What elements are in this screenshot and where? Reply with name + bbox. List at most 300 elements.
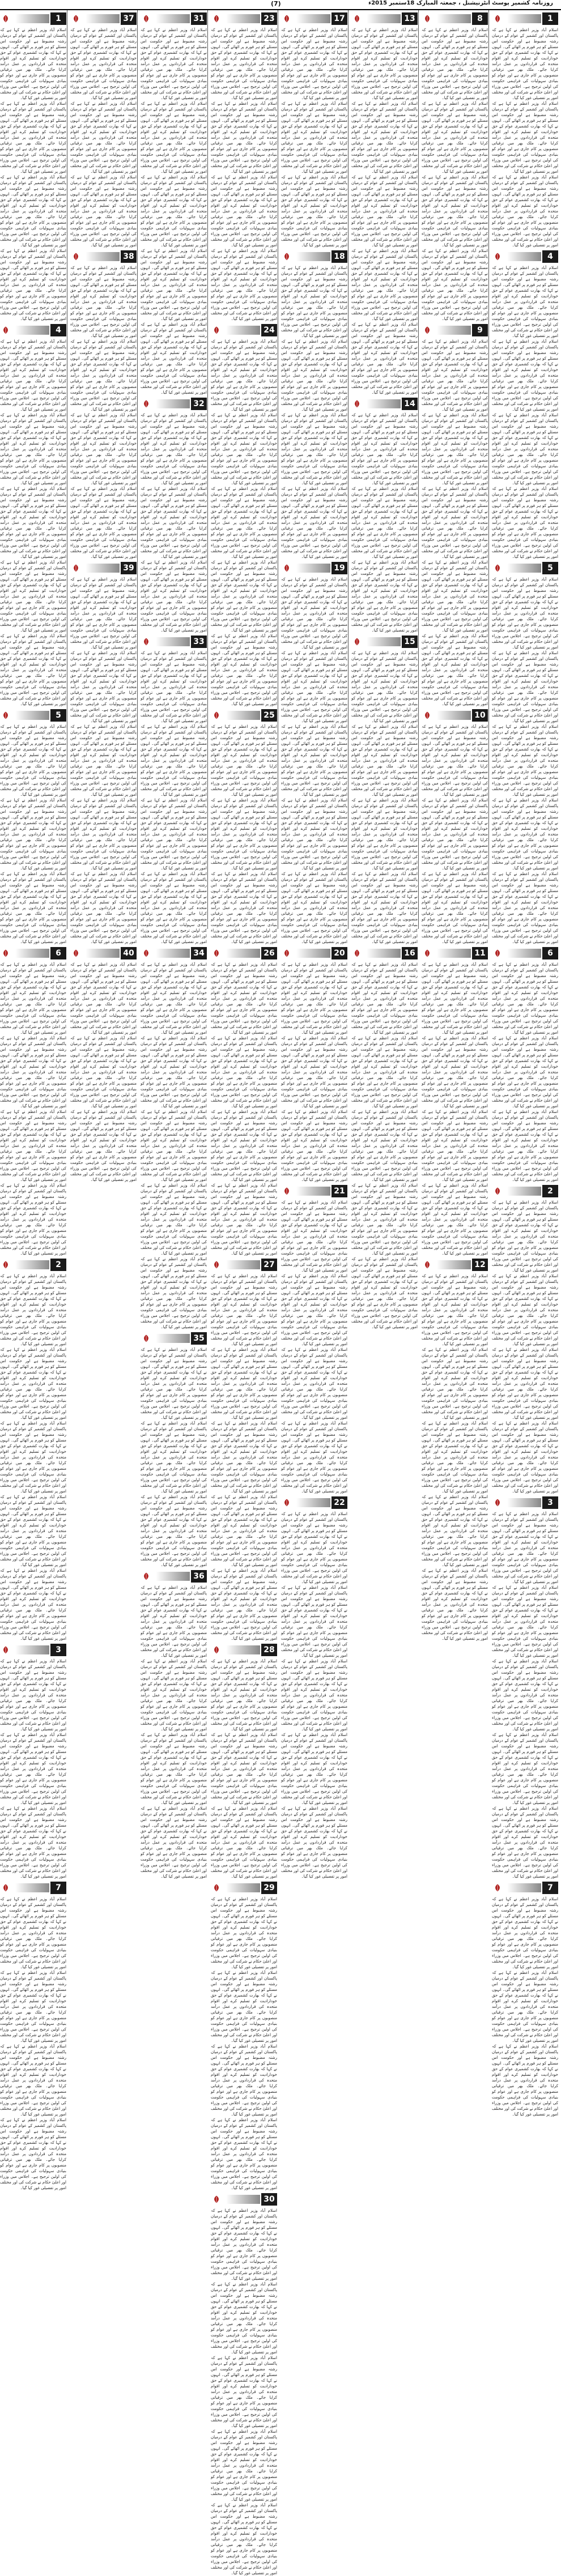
body-text: اسلام آباد وزیر اعظم نے کہا ہے کہ پاکستان اور کشمیر کے عوام کے درمیان رشتہ مضبوط ہے اور حکومت اس مسئلے کو ہر فورم پر اٹھائے گی۔ انہوں نے کہا کہ بھارت کشمیری عوام کے حق خودارادیت کو تسلیم کرے اور اقوام متحدہ کی قراردادوں پر عمل درآمد کرایا جائے۔ ملک بھر میں ترقیاتی منصوبوں پر کام جاری ہے اور عوام کو بنیادی سہولیات کی فراہمی حکومت کی اولین ترجیح ہے۔ اجلاس میں وزراء اور اعلیٰ حکام نے شرکت کی اور مختلف امور پر تفصیلی غور کیا گیا۔: [0, 28, 66, 100]
body-text: اسلام آباد وزیر اعظم نے کہا ہے کہ پاکستان اور کشمیر کے عوام کے درمیان رشتہ مضبوط ہے اور حکومت اس مسئلے کو ہر فورم پر اٹھائے گی۔ انہوں نے کہا کہ بھارت کشمیری عوام کے حق خودارادیت کو تسلیم کرے اور اقوام متحدہ کی قراردادوں پر عمل درآمد کرایا جائے۔ ملک بھر میں ترقیاتی منصوبوں پر کام جاری ہے اور عوام کو بنیادی سہولیات کی فراہمی حکومت کی اولین ترجیح ہے۔ اجلاس میں وزراء اور اعلیٰ حکام نے شرکت کی اور مختلف امور پر تفصیلی غور کیا گیا۔: [70, 28, 137, 100]
body-text: اسلام آباد وزیر اعظم نے کہا ہے کہ پاکستان اور کشمیر کے عوام کے درمیان رشتہ مضبوط ہے اور حکومت اس مسئلے کو ہر فورم پر اٹھائے گی۔ انہوں نے کہا کہ بھارت کشمیری عوام کے حق خودارادیت کو تسلیم کرے اور اقوام متحدہ کی قراردادوں پر عمل درآمد کرایا جائے۔ ملک بھر میں ترقیاتی منصوبوں پر کام جاری ہے اور عوام کو بنیادی سہولیات کی فراہمی حکومت کی اولین ترجیح ہے۔ اجلاس میں وزراء اور اعلیٰ حکام نے شرکت کی اور مختلف امور پر تفصیلی غور کیا گیا۔: [280, 1512, 347, 1584]
question-number-box: 2: [542, 1185, 558, 1197]
maple-leaf-icon: [282, 252, 291, 261]
question-heading: [0, 1882, 66, 1894]
body-text: اسلام آباد وزیر اعظم نے کہا ہے کہ پاکستان اور کشمیر کے عوام کے درمیان رشتہ مضبوط ہے اور حکومت اس مسئلے کو ہر فورم پر اٹھائے گی۔ انہوں نے کہا کہ بھارت کشمیری عوام کے حق خودارادیت کو تسلیم کرے اور اقوام متحدہ کی قراردادوں پر عمل درآمد کرایا جائے۔ ملک بھر میں ترقیاتی منصوبوں پر کام جاری ہے اور عوام کو بنیادی سہولیات کی فراہمی حکومت کی اولین ترجیح ہے۔ اجلاس میں وزراء اور اعلیٰ حکام نے شرکت کی اور مختلف امور پر تفصیلی غور کیا گیا۔: [140, 724, 207, 797]
body-text: اسلام آباد وزیر اعظم نے کہا ہے کہ پاکستان اور کشمیر کے عوام کے درمیان رشتہ مضبوط ہے اور حکومت اس مسئلے کو ہر فورم پر اٹھائے گی۔ انہوں نے کہا کہ بھارت کشمیری عوام کے حق خودارادیت کو تسلیم کرے اور اقوام متحدہ کی قراردادوں پر عمل درآمد کرایا جائے۔ ملک بھر میں ترقیاتی منصوبوں پر کام جاری ہے اور عوام کو بنیادی سہولیات کی فراہمی حکومت کی اولین ترجیح ہے۔ اجلاس میں وزراء اور اعلیٰ حکام نے شرکت کی اور مختلف امور پر تفصیلی غور کیا گیا۔: [210, 872, 277, 944]
body-text: اسلام آباد وزیر اعظم نے کہا ہے کہ پاکستان اور کشمیر کے عوام کے درمیان رشتہ مضبوط ہے اور حکومت اس مسئلے کو ہر فورم پر اٹھائے گی۔ انہوں نے کہا کہ بھارت کشمیری عوام کے حق خودارادیت کو تسلیم کرے اور اقوام متحدہ کی قراردادوں پر عمل درآمد کرایا جائے۔ ملک بھر میں ترقیاتی منصوبوں پر کام جاری ہے اور عوام کو بنیادی سہولیات کی فراہمی حکومت کی اولین ترجیح ہے۔ اجلاس میں وزراء اور اعلیٰ حکام نے شرکت کی اور مختلف امور پر تفصیلی غور کیا گیا۔: [210, 1036, 277, 1108]
body-text: اسلام آباد وزیر اعظم نے کہا ہے کہ پاکستان اور کشمیر کے عوام کے درمیان رشتہ مضبوط ہے اور حکومت اس مسئلے کو ہر فورم پر اٹھائے گی۔ انہوں نے کہا کہ بھارت کشمیری عوام کے حق خودارادیت کو تسلیم کرے اور اقوام متحدہ کی قراردادوں پر عمل درآمد کرایا جائے۔ ملک بھر میں ترقیاتی منصوبوں پر کام جاری ہے اور عوام کو بنیادی سہولیات کی فراہمی حکومت کی اولین ترجیح ہے۔ اجلاس میں وزراء اور اعلیٰ حکام نے شرکت کی اور مختلف امور پر تفصیلی غور کیا گیا۔: [0, 1971, 66, 2043]
question-heading: [211, 947, 277, 959]
heading-gradient-bar: [226, 711, 260, 720]
body-text: اسلام آباد وزیر اعظم نے کہا ہے کہ پاکستان اور کشمیر کے عوام کے درمیان رشتہ مضبوط ہے اور حکومت اس مسئلے کو ہر فورم پر اٹھائے گی۔ انہوں نے کہا کہ بھارت کشمیری عوام کے حق خودارادیت کو تسلیم کرے اور اقوام متحدہ کی قراردادوں پر عمل درآمد کرایا جائے۔ ملک بھر میں ترقیاتی منصوبوں پر کام جاری ہے اور عوام کو بنیادی سہولیات کی فراہمی حکومت کی اولین ترجیح ہے۔ اجلاس میں وزراء اور اعلیٰ حکام نے شرکت کی اور مختلف امور پر تفصیلی غور کیا گیا۔: [70, 175, 137, 248]
body-text: اسلام آباد وزیر اعظم نے کہا ہے کہ پاکستان اور کشمیر کے عوام کے درمیان رشتہ مضبوط ہے اور حکومت اس مسئلے کو ہر فورم پر اٹھائے گی۔ انہوں نے کہا کہ بھارت کشمیری عوام کے حق خودارادیت کو تسلیم کرے اور اقوام متحدہ کی قراردادوں پر عمل درآمد کرایا جائے۔ ملک بھر میں ترقیاتی منصوبوں پر کام جاری ہے اور عوام کو بنیادی سہولیات کی فراہمی حکومت کی اولین ترجیح ہے۔ اجلاس میں وزراء اور اعلیٰ حکام نے شرکت کی اور مختلف امور پر تفصیلی غور کیا گیا۔: [210, 1733, 277, 1805]
question-number-box: 4: [50, 324, 66, 336]
maple-leaf-icon: [1, 1883, 10, 1892]
question-number-box: 17: [332, 12, 347, 25]
body-text: اسلام آباد وزیر اعظم نے کہا ہے کہ پاکستان اور کشمیر کے عوام کے درمیان رشتہ مضبوط ہے اور حکومت اس مسئلے کو ہر فورم پر اٹھائے گی۔ انہوں نے کہا کہ بھارت کشمیری عوام کے حق خودارادیت کو تسلیم کرے اور اقوام متحدہ کی قراردادوں پر عمل درآمد کرایا جائے۔ ملک بھر میں ترقیاتی منصوبوں پر کام جاری ہے اور عوام کو بنیادی سہولیات کی فراہمی حکومت کی اولین ترجیح ہے۔ اجلاس میں وزراء اور اعلیٰ حکام نے شرکت کی اور مختلف امور پر تفصیلی غور کیا گیا۔: [491, 1036, 558, 1108]
maple-leaf-icon: [493, 14, 502, 23]
body-text: اسلام آباد وزیر اعظم نے کہا ہے کہ پاکستان اور کشمیر کے عوام کے درمیان رشتہ مضبوط ہے اور حکومت اس مسئلے کو ہر فورم پر اٹھائے گی۔ انہوں نے کہا کہ بھارت کشمیری عوام کے حق خودارادیت کو تسلیم کرے اور اقوام متحدہ کی قراردادوں پر عمل درآمد کرایا جائے۔ ملک بھر میں ترقیاتی منصوبوں پر کام جاری ہے اور عوام کو بنیادی سہولیات کی فراہمی حکومت کی اولین ترجیح ہے۔ اجلاس میں وزراء اور اعلیٰ حکام نے شرکت کی اور مختلف امور پر تفصیلی غور کیا گیا۔: [421, 1110, 488, 1182]
question-heading: [492, 947, 558, 959]
maple-leaf-icon: [352, 637, 362, 646]
question-heading: [211, 709, 277, 722]
question-number-box: 25: [261, 709, 277, 722]
question-number-box: 24: [261, 324, 277, 336]
body-text: اسلام آباد وزیر اعظم نے کہا ہے کہ پاکستان اور کشمیر کے عوام کے درمیان رشتہ مضبوط ہے اور حکومت اس مسئلے کو ہر فورم پر اٹھائے گی۔ انہوں نے کہا کہ بھارت کشمیری عوام کے حق خودارادیت کو تسلیم کرے اور اقوام متحدہ کی قراردادوں پر عمل درآمد کرایا جائے۔ ملک بھر میں ترقیاتی منصوبوں پر کام جاری ہے اور عوام کو بنیادی سہولیات کی فراہمی حکومت کی اولین ترجیح ہے۔ اجلاس میں وزراء اور اعلیٰ حکام نے شرکت کی اور مختلف امور پر تفصیلی غور کیا گیا۔: [140, 1036, 207, 1108]
question-heading: [351, 398, 418, 410]
heading-gradient-bar: [296, 1498, 330, 1507]
heading-gradient-bar: [367, 949, 401, 958]
body-text: اسلام آباد وزیر اعظم نے کہا ہے کہ پاکستان اور کشمیر کے عوام کے درمیان رشتہ مضبوط ہے اور حکومت اس مسئلے کو ہر فورم پر اٹھائے گی۔ انہوں نے کہا کہ بھارت کشمیری عوام کے حق خودارادیت کو تسلیم کرے اور اقوام متحدہ کی قراردادوں پر عمل درآمد کرایا جائے۔ ملک بھر میں ترقیاتی منصوبوں پر کام جاری ہے اور عوام کو بنیادی سہولیات کی فراہمی حکومت کی اولین ترجیح ہے۔ اجلاس میں وزراء اور اعلیٰ حکام نے شرکت کی اور مختلف امور پر تفصیلی غور کیا گیا۔: [70, 339, 137, 412]
column-rule: [418, 10, 419, 929]
body-text: اسلام آباد وزیر اعظم نے کہا ہے کہ پاکستان اور کشمیر کے عوام کے درمیان رشتہ مضبوط ہے اور حکومت اس مسئلے کو ہر فورم پر اٹھائے گی۔ انہوں نے کہا کہ بھارت کشمیری عوام کے حق خودارادیت کو تسلیم کرے اور اقوام متحدہ کی قراردادوں پر عمل درآمد کرایا جائے۔ ملک بھر میں ترقیاتی منصوبوں پر کام جاری ہے اور عوام کو بنیادی سہولیات کی فراہمی حکومت کی اولین ترجیح ہے۔ اجلاس میں وزراء اور اعلیٰ حکام نے شرکت کی اور مختلف امور پر تفصیلی غور کیا گیا۔: [210, 2208, 277, 2281]
maple-leaf-icon: [493, 1883, 502, 1892]
body-text: اسلام آباد وزیر اعظم نے کہا ہے کہ پاکستان اور کشمیر کے عوام کے درمیان رشتہ مضبوط ہے اور حکومت اس مسئلے کو ہر فورم پر اٹھائے گی۔ انہوں نے کہا کہ بھارت کشمیری عوام کے حق خودارادیت کو تسلیم کرے اور اقوام متحدہ کی قراردادوں پر عمل درآمد کرایا جائے۔ ملک بھر میں ترقیاتی منصوبوں پر کام جاری ہے اور عوام کو بنیادی سہولیات کی فراہمی حکومت کی اولین ترجیح ہے۔ اجلاس میں وزراء اور اعلیٰ حکام نے شرکت کی اور مختلف امور پر تفصیلی غور کیا گیا۔: [210, 1495, 277, 1567]
body-text: اسلام آباد وزیر اعظم نے کہا ہے کہ پاکستان اور کشمیر کے عوام کے درمیان رشتہ مضبوط ہے اور حکومت اس مسئلے کو ہر فورم پر اٹھائے گی۔ انہوں نے کہا کہ بھارت کشمیری عوام کے حق خودارادیت کو تسلیم کرے اور اقوام متحدہ کی قراردادوں پر عمل درآمد کرایا جائے۔ ملک بھر میں ترقیاتی منصوبوں پر کام جاری ہے اور عوام کو بنیادی سہولیات کی فراہمی حکومت کی اولین ترجیح ہے۔ اجلاس میں وزراء اور اعلیٰ حکام نے شرکت کی اور مختلف امور پر تفصیلی غور کیا گیا۔: [0, 798, 66, 871]
heading-gradient-bar: [367, 637, 401, 646]
question-heading: [211, 1259, 277, 1271]
body-text: اسلام آباد وزیر اعظم نے کہا ہے کہ پاکستان اور کشمیر کے عوام کے درمیان رشتہ مضبوط ہے اور حکومت اس مسئلے کو ہر فورم پر اٹھائے گی۔ انہوں نے کہا کہ بھارت کشمیری عوام کے حق خودارادیت کو تسلیم کرے اور اقوام متحدہ کی قراردادوں پر عمل درآمد کرایا جائے۔ ملک بھر میں ترقیاتی منصوبوں پر کام جاری ہے اور عوام کو بنیادی سہولیات کی فراہمی حکومت کی اولین ترجیح ہے۔ اجلاس میں وزراء اور اعلیٰ حکام نے شرکت کی اور مختلف امور پر تفصیلی غور کیا گیا۔: [70, 962, 137, 1035]
news-column-5: [210, 10, 277, 2575]
question-number-box: 13: [402, 12, 418, 25]
heading-gradient-bar: [226, 326, 260, 335]
body-text: اسلام آباد وزیر اعظم نے کہا ہے کہ پاکستان اور کشمیر کے عوام کے درمیان رشتہ مضبوط ہے اور حکومت اس مسئلے کو ہر فورم پر اٹھائے گی۔ انہوں نے کہا کہ بھارت کشمیری عوام کے حق خودارادیت کو تسلیم کرے اور اقوام متحدہ کی قراردادوں پر عمل درآمد کرایا جائے۔ ملک بھر میں ترقیاتی منصوبوں پر کام جاری ہے اور عوام کو بنیادی سہولیات کی فراہمی حکومت کی اولین ترجیح ہے۔ اجلاس میں وزراء اور اعلیٰ حکام نے شرکت کی اور مختلف امور پر تفصیلی غور کیا گیا۔: [0, 339, 66, 412]
heading-gradient-bar: [507, 252, 541, 261]
body-text: اسلام آباد وزیر اعظم نے کہا ہے کہ پاکستان اور کشمیر کے عوام کے درمیان رشتہ مضبوط ہے اور حکومت اس مسئلے کو ہر فورم پر اٹھائے گی۔ انہوں نے کہا کہ بھارت کشمیری عوام کے حق خودارادیت کو تسلیم کرے اور اقوام متحدہ کی قراردادوں پر عمل درآمد کرایا جائے۔ ملک بھر میں ترقیاتی منصوبوں پر کام جاری ہے اور عوام کو بنیادی سہولیات کی فراہمی حکومت کی اولین ترجیح ہے۔ اجلاس میں وزراء اور اعلیٰ حکام نے شرکت کی اور مختلف امور پر تفصیلی غور کیا گیا۔: [351, 101, 418, 174]
body-text: اسلام آباد وزیر اعظم نے کہا ہے کہ پاکستان اور کشمیر کے عوام کے درمیان رشتہ مضبوط ہے اور حکومت اس مسئلے کو ہر فورم پر اٹھائے گی۔ انہوں نے کہا کہ بھارت کشمیری عوام کے حق خودارادیت کو تسلیم کرے اور اقوام متحدہ کی قراردادوں پر عمل درآمد کرایا جائے۔ ملک بھر میں ترقیاتی منصوبوں پر کام جاری ہے اور عوام کو بنیادی سہولیات کی فراہمی حکومت کی اولین ترجیح ہے۔ اجلاس میں وزراء اور اعلیٰ حکام نے شرکت کی اور مختلف امور پر تفصیلی غور کیا گیا۔: [140, 798, 207, 871]
body-text: اسلام آباد وزیر اعظم نے کہا ہے کہ پاکستان اور کشمیر کے عوام کے درمیان رشتہ مضبوط ہے اور حکومت اس مسئلے کو ہر فورم پر اٹھائے گی۔ انہوں نے کہا کہ بھارت کشمیری عوام کے حق خودارادیت کو تسلیم کرے اور اقوام متحدہ کی قراردادوں پر عمل درآمد کرایا جائے۔ ملک بھر میں ترقیاتی منصوبوں پر کام جاری ہے اور عوام کو بنیادی سہولیات کی فراہمی حکومت کی اولین ترجیح ہے۔ اجلاس میں وزراء اور اعلیٰ حکام نے شرکت کی اور مختلف امور پر تفصیلی غور کیا گیا۔: [0, 1733, 66, 1805]
question-number-box: 3: [50, 1644, 66, 1656]
body-text: اسلام آباد وزیر اعظم نے کہا ہے کہ پاکستان اور کشمیر کے عوام کے درمیان رشتہ مضبوط ہے اور حکومت اس مسئلے کو ہر فورم پر اٹھائے گی۔ انہوں نے کہا کہ بھارت کشمیری عوام کے حق خودارادیت کو تسلیم کرے اور اقوام متحدہ کی قراردادوں پر عمل درآمد کرایا جائے۔ ملک بھر میں ترقیاتی منصوبوں پر کام جاری ہے اور عوام کو بنیادی سہولیات کی فراہمی حکومت کی اولین ترجیح ہے۔ اجلاس میں وزراء اور اعلیٰ حکام نے شرکت کی اور مختلف امور پر تفصیلی غور کیا گیا۔: [210, 1347, 277, 1420]
maple-leaf-icon: [212, 1883, 221, 1892]
heading-gradient-bar: [507, 1883, 541, 1892]
heading-gradient-bar: [437, 949, 471, 958]
body-text: اسلام آباد وزیر اعظم نے کہا ہے کہ پاکستان اور کشمیر کے عوام کے درمیان رشتہ مضبوط ہے اور حکومت اس مسئلے کو ہر فورم پر اٹھائے گی۔ انہوں نے کہا کہ بھارت کشمیری عوام کے حق خودارادیت کو تسلیم کرے اور اقوام متحدہ کی قراردادوں پر عمل درآمد کرایا جائے۔ ملک بھر میں ترقیاتی منصوبوں پر کام جاری ہے اور عوام کو بنیادی سہولیات کی فراہمی حکومت کی اولین ترجیح ہے۔ اجلاس میں وزراء اور اعلیٰ حکام نے شرکت کی اور مختلف امور پر تفصیلی غور کیا گیا۔: [140, 1585, 207, 1658]
news-column-7: [70, 10, 137, 1182]
heading-gradient-bar: [437, 14, 471, 23]
body-text: اسلام آباد وزیر اعظم نے کہا ہے کہ پاکستان اور کشمیر کے عوام کے درمیان رشتہ مضبوط ہے اور حکومت اس مسئلے کو ہر فورم پر اٹھائے گی۔ انہوں نے کہا کہ بھارت کشمیری عوام کے حق خودارادیت کو تسلیم کرے اور اقوام متحدہ کی قراردادوں پر عمل درآمد کرایا جائے۔ ملک بھر میں ترقیاتی منصوبوں پر کام جاری ہے اور عوام کو بنیادی سہولیات کی فراہمی حکومت کی اولین ترجیح ہے۔ اجلاس میں وزراء اور اعلیٰ حکام نے شرکت کی اور مختلف امور پر تفصیلی غور کیا گیا۔: [280, 1274, 347, 1346]
newspaper-header: [0, 0, 561, 10]
body-text: اسلام آباد وزیر اعظم نے کہا ہے کہ پاکستان اور کشمیر کے عوام کے درمیان رشتہ مضبوط ہے اور حکومت اس مسئلے کو ہر فورم پر اٹھائے گی۔ انہوں نے کہا کہ بھارت کشمیری عوام کے حق خودارادیت کو تسلیم کرے اور اقوام متحدہ کی قراردادوں پر عمل درآمد کرایا جائے۔ ملک بھر میں ترقیاتی منصوبوں پر کام جاری ہے اور عوام کو بنیادی سہولیات کی فراہمی حکومت کی اولین ترجیح ہے۔ اجلاس میں وزراء اور اعلیٰ حکام نے شرکت کی اور مختلف امور پر تفصیلی غور کیا گیا۔: [210, 2429, 277, 2502]
body-text: اسلام آباد وزیر اعظم نے کہا ہے کہ پاکستان اور کشمیر کے عوام کے درمیان رشتہ مضبوط ہے اور حکومت اس مسئلے کو ہر فورم پر اٹھائے گی۔ انہوں نے کہا کہ بھارت کشمیری عوام کے حق خودارادیت کو تسلیم کرے اور اقوام متحدہ کی قراردادوں پر عمل درآمد کرایا جائے۔ ملک بھر میں ترقیاتی منصوبوں پر کام جاری ہے اور عوام کو بنیادی سہولیات کی فراہمی حکومت کی اولین ترجیح ہے۔ اجلاس میں وزراء اور اعلیٰ حکام نے شرکت کی اور مختلف امور پر تفصیلی غور کیا گیا۔: [140, 413, 207, 485]
body-text: اسلام آباد وزیر اعظم نے کہا ہے کہ پاکستان اور کشمیر کے عوام کے درمیان رشتہ مضبوط ہے اور حکومت اس مسئلے کو ہر فورم پر اٹھائے گی۔ انہوں نے کہا کہ بھارت کشمیری عوام کے حق خودارادیت کو تسلیم کرے اور اقوام متحدہ کی قراردادوں پر عمل درآمد کرایا جائے۔ ملک بھر میں ترقیاتی منصوبوں پر کام جاری ہے اور عوام کو بنیادی سہولیات کی فراہمی حکومت کی اولین ترجیح ہے۔ اجلاس میں وزراء اور اعلیٰ حکام نے شرکت کی اور مختلف امور پر تفصیلی غور کیا گیا۔: [140, 1183, 207, 1256]
body-text: اسلام آباد وزیر اعظم نے کہا ہے کہ پاکستان اور کشمیر کے عوام کے درمیان رشتہ مضبوط ہے اور حکومت اس مسئلے کو ہر فورم پر اٹھائے گی۔ انہوں نے کہا کہ بھارت کشمیری عوام کے حق خودارادیت کو تسلیم کرے اور اقوام متحدہ کی قراردادوں پر عمل درآمد کرایا جائے۔ ملک بھر میں ترقیاتی منصوبوں پر کام جاری ہے اور عوام کو بنیادی سہولیات کی فراہمی حکومت کی اولین ترجیح ہے۔ اجلاس میں وزراء اور اعلیٰ حکام نے شرکت کی اور مختلف امور پر تفصیلی غور کیا گیا۔: [280, 1110, 347, 1182]
maple-leaf-icon: [1, 14, 10, 23]
body-text: اسلام آباد وزیر اعظم نے کہا ہے کہ پاکستان اور کشمیر کے عوام کے درمیان رشتہ مضبوط ہے اور حکومت اس مسئلے کو ہر فورم پر اٹھائے گی۔ انہوں نے کہا کہ بھارت کشمیری عوام کے حق خودارادیت کو تسلیم کرے اور اقوام متحدہ کی قراردادوں پر عمل درآمد کرایا جائے۔ ملک بھر میں ترقیاتی منصوبوں پر کام جاری ہے اور عوام کو بنیادی سہولیات کی فراہمی حکومت کی اولین ترجیح ہے۔ اجلاس میں وزراء اور اعلیٰ حکام نے شرکت کی اور مختلف امور پر تفصیلی غور کیا گیا۔: [210, 1897, 277, 1969]
body-text: اسلام آباد وزیر اعظم نے کہا ہے کہ پاکستان اور کشمیر کے عوام کے درمیان رشتہ مضبوط ہے اور حکومت اس مسئلے کو ہر فورم پر اٹھائے گی۔ انہوں نے کہا کہ بھارت کشمیری عوام کے حق خودارادیت کو تسلیم کرے اور اقوام متحدہ کی قراردادوں پر عمل درآمد کرایا جائے۔ ملک بھر میں ترقیاتی منصوبوں پر کام جاری ہے اور عوام کو بنیادی سہولیات کی فراہمی حکومت کی اولین ترجیح ہے۔ اجلاس میں وزراء اور اعلیٰ حکام نے شرکت کی اور مختلف امور پر تفصیلی غور کیا گیا۔: [491, 1512, 558, 1584]
heading-gradient-bar: [15, 1645, 49, 1654]
heading-gradient-bar: [156, 949, 190, 958]
maple-leaf-icon: [282, 564, 291, 573]
body-text: اسلام آباد وزیر اعظم نے کہا ہے کہ پاکستان اور کشمیر کے عوام کے درمیان رشتہ مضبوط ہے اور حکومت اس مسئلے کو ہر فورم پر اٹھائے گی۔ انہوں نے کہا کہ بھارت کشمیری عوام کے حق خودارادیت کو تسلیم کرے اور اقوام متحدہ کی قراردادوں پر عمل درآمد کرایا جائے۔ ملک بھر میں ترقیاتی منصوبوں پر کام جاری ہے اور عوام کو بنیادی سہولیات کی فراہمی حکومت کی اولین ترجیح ہے۔ اجلاس میں وزراء اور اعلیٰ حکام نے شرکت کی اور مختلف امور پر تفصیلی غور کیا گیا۔: [491, 266, 558, 338]
question-number-box: 22: [332, 1496, 347, 1509]
question-number-box: 1: [542, 12, 558, 25]
heading-gradient-bar: [507, 564, 541, 573]
body-text: اسلام آباد وزیر اعظم نے کہا ہے کہ پاکستان اور کشمیر کے عوام کے درمیان رشتہ مضبوط ہے اور حکومت اس مسئلے کو ہر فورم پر اٹھائے گی۔ انہوں نے کہا کہ بھارت کشمیری عوام کے حق خودارادیت کو تسلیم کرے اور اقوام متحدہ کی قراردادوں پر عمل درآمد کرایا جائے۔ ملک بھر میں ترقیاتی منصوبوں پر کام جاری ہے اور عوام کو بنیادی سہولیات کی فراہمی حکومت کی اولین ترجیح ہے۔ اجلاس میں وزراء اور اعلیٰ حکام نے شرکت کی اور مختلف امور پر تفصیلی غور کیا گیا۔: [351, 322, 418, 395]
body-text: اسلام آباد وزیر اعظم نے کہا ہے کہ پاکستان اور کشمیر کے عوام کے درمیان رشتہ مضبوط ہے اور حکومت اس مسئلے کو ہر فورم پر اٹھائے گی۔ انہوں نے کہا کہ بھارت کشمیری عوام کے حق خودارادیت کو تسلیم کرے اور اقوام متحدہ کی قراردادوں پر عمل درآمد کرایا جائے۔ ملک بھر میں ترقیاتی منصوبوں پر کام جاری ہے اور عوام کو بنیادی سہولیات کی فراہمی حکومت کی اولین ترجیح ہے۔ اجلاس میں وزراء اور اعلیٰ حکام نے شرکت کی اور مختلف امور پر تفصیلی غور کیا گیا۔: [140, 249, 207, 321]
body-text: اسلام آباد وزیر اعظم نے کہا ہے کہ پاکستان اور کشمیر کے عوام کے درمیان رشتہ مضبوط ہے اور حکومت اس مسئلے کو ہر فورم پر اٹھائے گی۔ انہوں نے کہا کہ بھارت کشمیری عوام کے حق خودارادیت کو تسلیم کرے اور اقوام متحدہ کی قراردادوں پر عمل درآمد کرایا جائے۔ ملک بھر میں ترقیاتی منصوبوں پر کام جاری ہے اور عوام کو بنیادی سہولیات کی فراہمی حکومت کی اولین ترجیح ہے۔ اجلاس میں وزراء اور اعلیٰ حکام نے شرکت کی اور مختلف امور پر تفصیلی غور کیا گیا۔: [140, 1421, 207, 1494]
maple-leaf-icon: [493, 564, 502, 573]
maple-leaf-icon: [142, 399, 151, 408]
body-text: اسلام آباد وزیر اعظم نے کہا ہے کہ پاکستان اور کشمیر کے عوام کے درمیان رشتہ مضبوط ہے اور حکومت اس مسئلے کو ہر فورم پر اٹھائے گی۔ انہوں نے کہا کہ بھارت کشمیری عوام کے حق خودارادیت کو تسلیم کرے اور اقوام متحدہ کی قراردادوں پر عمل درآمد کرایا جائے۔ ملک بھر میں ترقیاتی منصوبوں پر کام جاری ہے اور عوام کو بنیادی سہولیات کی فراہمی حکومت کی اولین ترجیح ہے۔ اجلاس میں وزراء اور اعلیٰ حکام نے شرکت کی اور مختلف امور پر تفصیلی غور کیا گیا۔: [280, 487, 347, 559]
heading-gradient-bar: [507, 1498, 541, 1507]
maple-leaf-icon: [493, 949, 502, 958]
maple-leaf-icon: [71, 252, 80, 261]
body-text: اسلام آباد وزیر اعظم نے کہا ہے کہ پاکستان اور کشمیر کے عوام کے درمیان رشتہ مضبوط ہے اور حکومت اس مسئلے کو ہر فورم پر اٹھائے گی۔ انہوں نے کہا کہ بھارت کشمیری عوام کے حق خودارادیت کو تسلیم کرے اور اقوام متحدہ کی قراردادوں پر عمل درآمد کرایا جائے۔ ملک بھر میں ترقیاتی منصوبوں پر کام جاری ہے اور عوام کو بنیادی سہولیات کی فراہمی حکومت کی اولین ترجیح ہے۔ اجلاس میں وزراء اور اعلیٰ حکام نے شرکت کی اور مختلف امور پر تفصیلی غور کیا گیا۔: [351, 724, 418, 797]
body-text: اسلام آباد وزیر اعظم نے کہا ہے کہ پاکستان اور کشمیر کے عوام کے درمیان رشتہ مضبوط ہے اور حکومت اس مسئلے کو ہر فورم پر اٹھائے گی۔ انہوں نے کہا کہ بھارت کشمیری عوام کے حق خودارادیت کو تسلیم کرے اور اقوام متحدہ کی قراردادوں پر عمل درآمد کرایا جائے۔ ملک بھر میں ترقیاتی منصوبوں پر کام جاری ہے اور عوام کو بنیادی سہولیات کی فراہمی حکومت کی اولین ترجیح ہے۔ اجلاس میں وزراء اور اعلیٰ حکام نے شرکت کی اور مختلف امور پر تفصیلی غور کیا گیا۔: [70, 1036, 137, 1108]
body-text: اسلام آباد وزیر اعظم نے کہا ہے کہ پاکستان اور کشمیر کے عوام کے درمیان رشتہ مضبوط ہے اور حکومت اس مسئلے کو ہر فورم پر اٹھائے گی۔ انہوں نے کہا کہ بھارت کشمیری عوام کے حق خودارادیت کو تسلیم کرے اور اقوام متحدہ کی قراردادوں پر عمل درآمد کرایا جائے۔ ملک بھر میں ترقیاتی منصوبوں پر کام جاری ہے اور عوام کو بنیادی سہولیات کی فراہمی حکومت کی اولین ترجیح ہے۔ اجلاس میں وزراء اور اعلیٰ حکام نے شرکت کی اور مختلف امور پر تفصیلی غور کیا گیا۔: [491, 1421, 558, 1494]
body-text: اسلام آباد وزیر اعظم نے کہا ہے کہ پاکستان اور کشمیر کے عوام کے درمیان رشتہ مضبوط ہے اور حکومت اس مسئلے کو ہر فورم پر اٹھائے گی۔ انہوں نے کہا کہ بھارت کشمیری عوام کے حق خودارادیت کو تسلیم کرے اور اقوام متحدہ کی قراردادوں پر عمل درآمد کرایا جائے۔ ملک بھر میں ترقیاتی منصوبوں پر کام جاری ہے اور عوام کو بنیادی سہولیات کی فراہمی حکومت کی اولین ترجیح ہے۔ اجلاس میں وزراء اور اعلیٰ حکام نے شرکت کی اور مختلف امور پر تفصیلی غور کیا گیا۔: [280, 1659, 347, 1731]
heading-gradient-bar: [296, 14, 330, 23]
body-text: اسلام آباد وزیر اعظم نے کہا ہے کہ پاکستان اور کشمیر کے عوام کے درمیان رشتہ مضبوط ہے اور حکومت اس مسئلے کو ہر فورم پر اٹھائے گی۔ انہوں نے کہا کہ بھارت کشمیری عوام کے حق خودارادیت کو تسلیم کرے اور اقوام متحدہ کی قراردادوں پر عمل درآمد کرایا جائے۔ ملک بھر میں ترقیاتی منصوبوں پر کام جاری ہے اور عوام کو بنیادی سہولیات کی فراہمی حکومت کی اولین ترجیح ہے۔ اجلاس میں وزراء اور اعلیٰ حکام نے شرکت کی اور مختلف امور پر تفصیلی غور کیا گیا۔: [0, 1183, 66, 1256]
question-number-box: 16: [402, 947, 418, 959]
body-text: اسلام آباد وزیر اعظم نے کہا ہے کہ پاکستان اور کشمیر کے عوام کے درمیان رشتہ مضبوط ہے اور حکومت اس مسئلے کو ہر فورم پر اٹھائے گی۔ انہوں نے کہا کہ بھارت کشمیری عوام کے حق خودارادیت کو تسلیم کرے اور اقوام متحدہ کی قراردادوں پر عمل درآمد کرایا جائے۔ ملک بھر میں ترقیاتی منصوبوں پر کام جاری ہے اور عوام کو بنیادی سہولیات کی فراہمی حکومت کی اولین ترجیح ہے۔ اجلاس میں وزراء اور اعلیٰ حکام نے شرکت کی اور مختلف امور پر تفصیلی غور کیا گیا۔: [0, 249, 66, 321]
news-column-8: [0, 10, 66, 2190]
column-rule: [137, 10, 138, 929]
news-column-6: [140, 10, 207, 1879]
heading-gradient-bar: [15, 1883, 49, 1892]
maple-leaf-icon: [423, 949, 432, 958]
body-text: اسلام آباد وزیر اعظم نے کہا ہے کہ پاکستان اور کشمیر کے عوام کے درمیان رشتہ مضبوط ہے اور حکومت اس مسئلے کو ہر فورم پر اٹھائے گی۔ انہوں نے کہا کہ بھارت کشمیری عوام کے حق خودارادیت کو تسلیم کرے اور اقوام متحدہ کی قراردادوں پر عمل درآمد کرایا جائے۔ ملک بھر میں ترقیاتی منصوبوں پر کام جاری ہے اور عوام کو بنیادی سہولیات کی فراہمی حکومت کی اولین ترجیح ہے۔ اجلاس میں وزراء اور اعلیٰ حکام نے شرکت کی اور مختلف امور پر تفصیلی غور کیا گیا۔: [140, 560, 207, 633]
body-text: اسلام آباد وزیر اعظم نے کہا ہے کہ پاکستان اور کشمیر کے عوام کے درمیان رشتہ مضبوط ہے اور حکومت اس مسئلے کو ہر فورم پر اٹھائے گی۔ انہوں نے کہا کہ بھارت کشمیری عوام کے حق خودارادیت کو تسلیم کرے اور اقوام متحدہ کی قراردادوں پر عمل درآمد کرایا جائے۔ ملک بھر میں ترقیاتی منصوبوں پر کام جاری ہے اور عوام کو بنیادی سہولیات کی فراہمی حکومت کی اولین ترجیح ہے۔ اجلاس میں وزراء اور اعلیٰ حکام نے شرکت کی اور مختلف امور پر تفصیلی غور کیا گیا۔: [210, 2503, 277, 2575]
body-text: اسلام آباد وزیر اعظم نے کہا ہے کہ پاکستان اور کشمیر کے عوام کے درمیان رشتہ مضبوط ہے اور حکومت اس مسئلے کو ہر فورم پر اٹھائے گی۔ انہوں نے کہا کہ بھارت کشمیری عوام کے حق خودارادیت کو تسلیم کرے اور اقوام متحدہ کی قراردادوں پر عمل درآمد کرایا جائے۔ ملک بھر میں ترقیاتی منصوبوں پر کام جاری ہے اور عوام کو بنیادی سہولیات کی فراہمی حکومت کی اولین ترجیح ہے۔ اجلاس میں وزراء اور اعلیٰ حکام نے شرکت کی اور مختلف امور پر تفصیلی غور کیا گیا۔: [421, 560, 488, 633]
body-text: اسلام آباد وزیر اعظم نے کہا ہے کہ پاکستان اور کشمیر کے عوام کے درمیان رشتہ مضبوط ہے اور حکومت اس مسئلے کو ہر فورم پر اٹھائے گی۔ انہوں نے کہا کہ بھارت کشمیری عوام کے حق خودارادیت کو تسلیم کرے اور اقوام متحدہ کی قراردادوں پر عمل درآمد کرایا جائے۔ ملک بھر میں ترقیاتی منصوبوں پر کام جاری ہے اور عوام کو بنیادی سہولیات کی فراہمی حکومت کی اولین ترجیح ہے۔ اجلاس میں وزراء اور اعلیٰ حکام نے شرکت کی اور مختلف امور پر تفصیلی غور کیا گیا۔: [491, 577, 558, 650]
question-number-box: 18: [332, 250, 347, 263]
maple-leaf-icon: [1, 1645, 10, 1654]
maple-leaf-icon: [212, 14, 221, 23]
maple-leaf-icon: [352, 399, 362, 408]
heading-gradient-bar: [86, 14, 120, 23]
heading-gradient-bar: [156, 637, 190, 646]
body-text: اسلام آباد وزیر اعظم نے کہا ہے کہ پاکستان اور کشمیر کے عوام کے درمیان رشتہ مضبوط ہے اور حکومت اس مسئلے کو ہر فورم پر اٹھائے گی۔ انہوں نے کہا کہ بھارت کشمیری عوام کے حق خودارادیت کو تسلیم کرے اور اقوام متحدہ کی قراردادوں پر عمل درآمد کرایا جائے۔ ملک بھر میں ترقیاتی منصوبوں پر کام جاری ہے اور عوام کو بنیادی سہولیات کی فراہمی حکومت کی اولین ترجیح ہے۔ اجلاس میں وزراء اور اعلیٰ حکام نے شرکت کی اور مختلف امور پر تفصیلی غور کیا گیا۔: [280, 1200, 347, 1273]
question-number-box: 7: [542, 1882, 558, 1894]
maple-leaf-icon: [493, 1187, 502, 1196]
heading-gradient-bar: [226, 1883, 260, 1892]
body-text: اسلام آباد وزیر اعظم نے کہا ہے کہ پاکستان اور کشمیر کے عوام کے درمیان رشتہ مضبوط ہے اور حکومت اس مسئلے کو ہر فورم پر اٹھائے گی۔ انہوں نے کہا کہ بھارت کشمیری عوام کے حق خودارادیت کو تسلیم کرے اور اقوام متحدہ کی قراردادوں پر عمل درآمد کرایا جائے۔ ملک بھر میں ترقیاتی منصوبوں پر کام جاری ہے اور عوام کو بنیادی سہولیات کی فراہمی حکومت کی اولین ترجیح ہے۔ اجلاس میں وزراء اور اعلیٰ حکام نے شرکت کی اور مختلف امور پر تفصیلی غور کیا گیا۔: [351, 413, 418, 485]
maple-leaf-icon: [1, 949, 10, 958]
question-number-box: 10: [472, 709, 488, 722]
body-text: اسلام آباد وزیر اعظم نے کہا ہے کہ پاکستان اور کشمیر کے عوام کے درمیان رشتہ مضبوط ہے اور حکومت اس مسئلے کو ہر فورم پر اٹھائے گی۔ انہوں نے کہا کہ بھارت کشمیری عوام کے حق خودارادیت کو تسلیم کرے اور اقوام متحدہ کی قراردادوں پر عمل درآمد کرایا جائے۔ ملک بھر میں ترقیاتی منصوبوں پر کام جاری ہے اور عوام کو بنیادی سہولیات کی فراہمی حکومت کی اولین ترجیح ہے۔ اجلاس میں وزراء اور اعلیٰ حکام نے شرکت کی اور مختلف امور پر تفصیلی غور کیا گیا۔: [210, 2044, 277, 2117]
body-text: اسلام آباد وزیر اعظم نے کہا ہے کہ پاکستان اور کشمیر کے عوام کے درمیان رشتہ مضبوط ہے اور حکومت اس مسئلے کو ہر فورم پر اٹھائے گی۔ انہوں نے کہا کہ بھارت کشمیری عوام کے حق خودارادیت کو تسلیم کرے اور اقوام متحدہ کی قراردادوں پر عمل درآمد کرایا جائے۔ ملک بھر میں ترقیاتی منصوبوں پر کام جاری ہے اور عوام کو بنیادی سہولیات کی فراہمی حکومت کی اولین ترجیح ہے۔ اجلاس میں وزراء اور اعلیٰ حکام نے شرکت کی اور مختلف امور پر تفصیلی غور کیا گیا۔: [140, 1659, 207, 1731]
body-text: اسلام آباد وزیر اعظم نے کہا ہے کہ پاکستان اور کشمیر کے عوام کے درمیان رشتہ مضبوط ہے اور حکومت اس مسئلے کو ہر فورم پر اٹھائے گی۔ انہوں نے کہا کہ بھارت کشمیری عوام کے حق خودارادیت کو تسلیم کرے اور اقوام متحدہ کی قراردادوں پر عمل درآمد کرایا جائے۔ ملک بھر میں ترقیاتی منصوبوں پر کام جاری ہے اور عوام کو بنیادی سہولیات کی فراہمی حکومت کی اولین ترجیح ہے۔ اجلاس میں وزراء اور اعلیٰ حکام نے شرکت کی اور مختلف امور پر تفصیلی غور کیا گیا۔: [491, 175, 558, 248]
body-text: اسلام آباد وزیر اعظم نے کہا ہے کہ پاکستان اور کشمیر کے عوام کے درمیان رشتہ مضبوط ہے اور حکومت اس مسئلے کو ہر فورم پر اٹھائے گی۔ انہوں نے کہا کہ بھارت کشمیری عوام کے حق خودارادیت کو تسلیم کرے اور اقوام متحدہ کی قراردادوں پر عمل درآمد کرایا جائے۔ ملک بھر میں ترقیاتی منصوبوں پر کام جاری ہے اور عوام کو بنیادی سہولیات کی فراہمی حکومت کی اولین ترجیح ہے۔ اجلاس میں وزراء اور اعلیٰ حکام نے شرکت کی اور مختلف امور پر تفصیلی غور کیا گیا۔: [280, 1347, 347, 1420]
body-text: اسلام آباد وزیر اعظم نے کہا ہے کہ پاکستان اور کشمیر کے عوام کے درمیان رشتہ مضبوط ہے اور حکومت اس مسئلے کو ہر فورم پر اٹھائے گی۔ انہوں نے کہا کہ بھارت کشمیری عوام کے حق خودارادیت کو تسلیم کرے اور اقوام متحدہ کی قراردادوں پر عمل درآمد کرایا جائے۔ ملک بھر میں ترقیاتی منصوبوں پر کام جاری ہے اور عوام کو بنیادی سہولیات کی فراہمی حکومت کی اولین ترجیح ہے۔ اجلاس میں وزراء اور اعلیٰ حکام نے شرکت کی اور مختلف امور پر تفصیلی غور کیا گیا۔: [210, 798, 277, 871]
body-text: اسلام آباد وزیر اعظم نے کہا ہے کہ پاکستان اور کشمیر کے عوام کے درمیان رشتہ مضبوط ہے اور حکومت اس مسئلے کو ہر فورم پر اٹھائے گی۔ انہوں نے کہا کہ بھارت کشمیری عوام کے حق خودارادیت کو تسلیم کرے اور اقوام متحدہ کی قراردادوں پر عمل درآمد کرایا جائے۔ ملک بھر میں ترقیاتی منصوبوں پر کام جاری ہے اور عوام کو بنیادی سہولیات کی فراہمی حکومت کی اولین ترجیح ہے۔ اجلاس میں وزراء اور اعلیٰ حکام نے شرکت کی اور مختلف امور پر تفصیلی غور کیا گیا۔: [70, 266, 137, 338]
question-heading: [0, 947, 66, 959]
body-text: اسلام آباد وزیر اعظم نے کہا ہے کہ پاکستان اور کشمیر کے عوام کے درمیان رشتہ مضبوط ہے اور حکومت اس مسئلے کو ہر فورم پر اٹھائے گی۔ انہوں نے کہا کہ بھارت کشمیری عوام کے حق خودارادیت کو تسلیم کرے اور اقوام متحدہ کی قراردادوں پر عمل درآمد کرایا جائے۔ ملک بھر میں ترقیاتی منصوبوں پر کام جاری ہے اور عوام کو بنیادی سہولیات کی فراہمی حکومت کی اولین ترجیح ہے۔ اجلاس میں وزراء اور اعلیٰ حکام نے شرکت کی اور مختلف امور پر تفصیلی غور کیا گیا۔: [491, 798, 558, 871]
question-number-box: 11: [472, 947, 488, 959]
question-number-box: 5: [50, 709, 66, 722]
heading-gradient-bar: [226, 1260, 260, 1269]
question-heading: [211, 324, 277, 336]
maple-leaf-icon: [142, 1334, 151, 1343]
body-text: اسلام آباد وزیر اعظم نے کہا ہے کہ پاکستان اور کشمیر کے عوام کے درمیان رشتہ مضبوط ہے اور حکومت اس مسئلے کو ہر فورم پر اٹھائے گی۔ انہوں نے کہا کہ بھارت کشمیری عوام کے حق خودارادیت کو تسلیم کرے اور اقوام متحدہ کی قراردادوں پر عمل درآمد کرایا جائے۔ ملک بھر میں ترقیاتی منصوبوں پر کام جاری ہے اور عوام کو بنیادی سہولیات کی فراہمی حکومت کی اولین ترجیح ہے۔ اجلاس میں وزراء اور اعلیٰ حکام نے شرکت کی اور مختلف امور پر تفصیلی غور کیا گیا۔: [70, 577, 137, 650]
question-heading: [281, 562, 347, 574]
maple-leaf-icon: [212, 1645, 221, 1654]
question-heading: [351, 636, 418, 648]
news-column-3: [351, 10, 418, 1329]
body-text: اسلام آباد وزیر اعظم نے کہا ہے کہ پاکستان اور کشمیر کے عوام کے درمیان رشتہ مضبوط ہے اور حکومت اس مسئلے کو ہر فورم پر اٹھائے گی۔ انہوں نے کہا کہ بھارت کشمیری عوام کے حق خودارادیت کو تسلیم کرے اور اقوام متحدہ کی قراردادوں پر عمل درآمد کرایا جائے۔ ملک بھر میں ترقیاتی منصوبوں پر کام جاری ہے اور عوام کو بنیادی سہولیات کی فراہمی حکومت کی اولین ترجیح ہے۔ اجلاس میں وزراء اور اعلیٰ حکام نے شرکت کی اور مختلف امور پر تفصیلی غور کیا گیا۔: [0, 962, 66, 1035]
heading-gradient-bar: [437, 711, 471, 720]
body-text: اسلام آباد وزیر اعظم نے کہا ہے کہ پاکستان اور کشمیر کے عوام کے درمیان رشتہ مضبوط ہے اور حکومت اس مسئلے کو ہر فورم پر اٹھائے گی۔ انہوں نے کہا کہ بھارت کشمیری عوام کے حق خودارادیت کو تسلیم کرے اور اقوام متحدہ کی قراردادوں پر عمل درآمد کرایا جائے۔ ملک بھر میں ترقیاتی منصوبوں پر کام جاری ہے اور عوام کو بنیادی سہولیات کی فراہمی حکومت کی اولین ترجیح ہے۔ اجلاس میں وزراء اور اعلیٰ حکام نے شرکت کی اور مختلف امور پر تفصیلی غور کیا گیا۔: [210, 1568, 277, 1641]
question-number-box: 4: [542, 250, 558, 263]
question-number-box: 7: [50, 1882, 66, 1894]
body-text: اسلام آباد وزیر اعظم نے کہا ہے کہ پاکستان اور کشمیر کے عوام کے درمیان رشتہ مضبوط ہے اور حکومت اس مسئلے کو ہر فورم پر اٹھائے گی۔ انہوں نے کہا کہ بھارت کشمیری عوام کے حق خودارادیت کو تسلیم کرے اور اقوام متحدہ کی قراردادوں پر عمل درآمد کرایا جائے۔ ملک بھر میں ترقیاتی منصوبوں پر کام جاری ہے اور عوام کو بنیادی سہولیات کی فراہمی حکومت کی اولین ترجیح ہے۔ اجلاس میں وزراء اور اعلیٰ حکام نے شرکت کی اور مختلف امور پر تفصیلی غور کیا گیا۔: [491, 1347, 558, 1420]
body-text: اسلام آباد وزیر اعظم نے کہا ہے کہ پاکستان اور کشمیر کے عوام کے درمیان رشتہ مضبوط ہے اور حکومت اس مسئلے کو ہر فورم پر اٹھائے گی۔ انہوں نے کہا کہ بھارت کشمیری عوام کے حق خودارادیت کو تسلیم کرے اور اقوام متحدہ کی قراردادوں پر عمل درآمد کرایا جائے۔ ملک بھر میں ترقیاتی منصوبوں پر کام جاری ہے اور عوام کو بنیادی سہولیات کی فراہمی حکومت کی اولین ترجیح ہے۔ اجلاس میں وزراء اور اعلیٰ حکام نے شرکت کی اور مختلف امور پر تفصیلی غور کیا گیا۔: [210, 560, 277, 633]
heading-gradient-bar: [296, 564, 330, 573]
maple-leaf-icon: [71, 564, 80, 573]
maple-leaf-icon: [282, 14, 291, 23]
body-text: اسلام آباد وزیر اعظم نے کہا ہے کہ پاکستان اور کشمیر کے عوام کے درمیان رشتہ مضبوط ہے اور حکومت اس مسئلے کو ہر فورم پر اٹھائے گی۔ انہوں نے کہا کہ بھارت کشمیری عوام کے حق خودارادیت کو تسلیم کرے اور اقوام متحدہ کی قراردادوں پر عمل درآمد کرایا جائے۔ ملک بھر میں ترقیاتی منصوبوں پر کام جاری ہے اور عوام کو بنیادی سہولیات کی فراہمی حکومت کی اولین ترجیح ہے۔ اجلاس میں وزراء اور اعلیٰ حکام نے شرکت کی اور مختلف امور پر تفصیلی غور کیا گیا۔: [70, 724, 137, 797]
body-text: اسلام آباد وزیر اعظم نے کہا ہے کہ پاکستان اور کشمیر کے عوام کے درمیان رشتہ مضبوط ہے اور حکومت اس مسئلے کو ہر فورم پر اٹھائے گی۔ انہوں نے کہا کہ بھارت کشمیری عوام کے حق خودارادیت کو تسلیم کرے اور اقوام متحدہ کی قراردادوں پر عمل درآمد کرایا جائے۔ ملک بھر میں ترقیاتی منصوبوں پر کام جاری ہے اور عوام کو بنیادی سہولیات کی فراہمی حکومت کی اولین ترجیح ہے۔ اجلاس میں وزراء اور اعلیٰ حکام نے شرکت کی اور مختلف امور پر تفصیلی غور کیا گیا۔: [280, 962, 347, 1035]
question-number-box: 14: [402, 398, 418, 410]
body-text: اسلام آباد وزیر اعظم نے کہا ہے کہ پاکستان اور کشمیر کے عوام کے درمیان رشتہ مضبوط ہے اور حکومت اس مسئلے کو ہر فورم پر اٹھائے گی۔ انہوں نے کہا کہ بھارت کشمیری عوام کے حق خودارادیت کو تسلیم کرے اور اقوام متحدہ کی قراردادوں پر عمل درآمد کرایا جائے۔ ملک بھر میں ترقیاتی منصوبوں پر کام جاری ہے اور عوام کو بنیادی سہولیات کی فراہمی حکومت کی اولین ترجیح ہے۔ اجلاس میں وزراء اور اعلیٰ حکام نے شرکت کی اور مختلف امور پر تفصیلی غور کیا گیا۔: [140, 101, 207, 174]
question-number-box: 28: [261, 1644, 277, 1656]
question-heading: [281, 1185, 347, 1197]
body-text: اسلام آباد وزیر اعظم نے کہا ہے کہ پاکستان اور کشمیر کے عوام کے درمیان رشتہ مضبوط ہے اور حکومت اس مسئلے کو ہر فورم پر اٹھائے گی۔ انہوں نے کہا کہ بھارت کشمیری عوام کے حق خودارادیت کو تسلیم کرے اور اقوام متحدہ کی قراردادوں پر عمل درآمد کرایا جائے۔ ملک بھر میں ترقیاتی منصوبوں پر کام جاری ہے اور عوام کو بنیادی سہولیات کی فراہمی حکومت کی اولین ترجیح ہے۔ اجلاس میں وزراء اور اعلیٰ حکام نے شرکت کی اور مختلف امور پر تفصیلی غور کیا گیا۔: [210, 28, 277, 100]
body-text: اسلام آباد وزیر اعظم نے کہا ہے کہ پاکستان اور کشمیر کے عوام کے درمیان رشتہ مضبوط ہے اور حکومت اس مسئلے کو ہر فورم پر اٹھائے گی۔ انہوں نے کہا کہ بھارت کشمیری عوام کے حق خودارادیت کو تسلیم کرے اور اقوام متحدہ کی قراردادوں پر عمل درآمد کرایا جائے۔ ملک بھر میں ترقیاتی منصوبوں پر کام جاری ہے اور عوام کو بنیادی سہولیات کی فراہمی حکومت کی اولین ترجیح ہے۔ اجلاس میں وزراء اور اعلیٰ حکام نے شرکت کی اور مختلف امور پر تفصیلی غور کیا گیا۔: [0, 1659, 66, 1731]
body-text: اسلام آباد وزیر اعظم نے کہا ہے کہ پاکستان اور کشمیر کے عوام کے درمیان رشتہ مضبوط ہے اور حکومت اس مسئلے کو ہر فورم پر اٹھائے گی۔ انہوں نے کہا کہ بھارت کشمیری عوام کے حق خودارادیت کو تسلیم کرے اور اقوام متحدہ کی قراردادوں پر عمل درآمد کرایا جائے۔ ملک بھر میں ترقیاتی منصوبوں پر کام جاری ہے اور عوام کو بنیادی سہولیات کی فراہمی حکومت کی اولین ترجیح ہے۔ اجلاس میں وزراء اور اعلیٰ حکام نے شرکت کی اور مختلف امور پر تفصیلی غور کیا گیا۔: [421, 962, 488, 1035]
body-text: اسلام آباد وزیر اعظم نے کہا ہے کہ پاکستان اور کشمیر کے عوام کے درمیان رشتہ مضبوط ہے اور حکومت اس مسئلے کو ہر فورم پر اٹھائے گی۔ انہوں نے کہا کہ بھارت کشمیری عوام کے حق خودارادیت کو تسلیم کرے اور اقوام متحدہ کی قراردادوں پر عمل درآمد کرایا جائے۔ ملک بھر میں ترقیاتی منصوبوں پر کام جاری ہے اور عوام کو بنیادی سہولیات کی فراہمی حکومت کی اولین ترجیح ہے۔ اجلاس میں وزراء اور اعلیٰ حکام نے شرکت کی اور مختلف امور پر تفصیلی غور کیا گیا۔: [140, 872, 207, 944]
heading-gradient-bar: [367, 14, 401, 23]
question-heading: [0, 12, 66, 25]
body-text: اسلام آباد وزیر اعظم نے کہا ہے کہ پاکستان اور کشمیر کے عوام کے درمیان رشتہ مضبوط ہے اور حکومت اس مسئلے کو ہر فورم پر اٹھائے گی۔ انہوں نے کہا کہ بھارت کشمیری عوام کے حق خودارادیت کو تسلیم کرے اور اقوام متحدہ کی قراردادوں پر عمل درآمد کرایا جائے۔ ملک بھر میں ترقیاتی منصوبوں پر کام جاری ہے اور عوام کو بنیادی سہولیات کی فراہمی حکومت کی اولین ترجیح ہے۔ اجلاس میں وزراء اور اعلیٰ حکام نے شرکت کی اور مختلف امور پر تفصیلی غور کیا گیا۔: [491, 1274, 558, 1346]
maple-leaf-icon: [493, 1498, 502, 1507]
body-text: اسلام آباد وزیر اعظم نے کہا ہے کہ پاکستان اور کشمیر کے عوام کے درمیان رشتہ مضبوط ہے اور حکومت اس مسئلے کو ہر فورم پر اٹھائے گی۔ انہوں نے کہا کہ بھارت کشمیری عوام کے حق خودارادیت کو تسلیم کرے اور اقوام متحدہ کی قراردادوں پر عمل درآمد کرایا جائے۔ ملک بھر میں ترقیاتی منصوبوں پر کام جاری ہے اور عوام کو بنیادی سہولیات کی فراہمی حکومت کی اولین ترجیح ہے۔ اجلاس میں وزراء اور اعلیٰ حکام نے شرکت کی اور مختلف امور پر تفصیلی غور کیا گیا۔: [210, 2282, 277, 2355]
heading-gradient-bar: [507, 949, 541, 958]
heading-gradient-bar: [156, 399, 190, 408]
body-text: اسلام آباد وزیر اعظم نے کہا ہے کہ پاکستان اور کشمیر کے عوام کے درمیان رشتہ مضبوط ہے اور حکومت اس مسئلے کو ہر فورم پر اٹھائے گی۔ انہوں نے کہا کہ بھارت کشمیری عوام کے حق خودارادیت کو تسلیم کرے اور اقوام متحدہ کی قراردادوں پر عمل درآمد کرایا جائے۔ ملک بھر میں ترقیاتی منصوبوں پر کام جاری ہے اور عوام کو بنیادی سہولیات کی فراہمی حکومت کی اولین ترجیح ہے۔ اجلاس میں وزراء اور اعلیٰ حکام نے شرکت کی اور مختلف امور پر تفصیلی غور کیا گیا۔: [280, 28, 347, 100]
body-text: اسلام آباد وزیر اعظم نے کہا ہے کہ پاکستان اور کشمیر کے عوام کے درمیان رشتہ مضبوط ہے اور حکومت اس مسئلے کو ہر فورم پر اٹھائے گی۔ انہوں نے کہا کہ بھارت کشمیری عوام کے حق خودارادیت کو تسلیم کرے اور اقوام متحدہ کی قراردادوں پر عمل درآمد کرایا جائے۔ ملک بھر میں ترقیاتی منصوبوں پر کام جاری ہے اور عوام کو بنیادی سہولیات کی فراہمی حکومت کی اولین ترجیح ہے۔ اجلاس میں وزراء اور اعلیٰ حکام نے شرکت کی اور مختلف امور پر تفصیلی غور کیا گیا۔: [351, 249, 418, 321]
heading-gradient-bar: [367, 399, 401, 408]
body-text: اسلام آباد وزیر اعظم نے کہا ہے کہ پاکستان اور کشمیر کے عوام کے درمیان رشتہ مضبوط ہے اور حکومت اس مسئلے کو ہر فورم پر اٹھائے گی۔ انہوں نے کہا کہ بھارت کشمیری عوام کے حق خودارادیت کو تسلیم کرے اور اقوام متحدہ کی قراردادوں پر عمل درآمد کرایا جائے۔ ملک بھر میں ترقیاتی منصوبوں پر کام جاری ہے اور عوام کو بنیادی سہولیات کی فراہمی حکومت کی اولین ترجیح ہے۔ اجلاس میں وزراء اور اعلیٰ حکام نے شرکت کی اور مختلف امور پر تفصیلی غور کیا گیا۔: [140, 322, 207, 395]
maple-leaf-icon: [352, 949, 362, 958]
body-text: اسلام آباد وزیر اعظم نے کہا ہے کہ پاکستان اور کشمیر کے عوام کے درمیان رشتہ مضبوط ہے اور حکومت اس مسئلے کو ہر فورم پر اٹھائے گی۔ انہوں نے کہا کہ بھارت کشمیری عوام کے حق خودارادیت کو تسلیم کرے اور اقوام متحدہ کی قراردادوں پر عمل درآمد کرایا جائے۔ ملک بھر میں ترقیاتی منصوبوں پر کام جاری ہے اور عوام کو بنیادی سہولیات کی فراہمی حکومت کی اولین ترجیح ہے۔ اجلاس میں وزراء اور اعلیٰ حکام نے شرکت کی اور مختلف امور پر تفصیلی غور کیا گیا۔: [351, 28, 418, 100]
body-text: اسلام آباد وزیر اعظم نے کہا ہے کہ پاکستان اور کشمیر کے عوام کے درمیان رشتہ مضبوط ہے اور حکومت اس مسئلے کو ہر فورم پر اٹھائے گی۔ انہوں نے کہا کہ بھارت کشمیری عوام کے حق خودارادیت کو تسلیم کرے اور اقوام متحدہ کی قراردادوں پر عمل درآمد کرایا جائے۔ ملک بھر میں ترقیاتی منصوبوں پر کام جاری ہے اور عوام کو بنیادی سہولیات کی فراہمی حکومت کی اولین ترجیح ہے۔ اجلاس میں وزراء اور اعلیٰ حکام نے شرکت کی اور مختلف امور پر تفصیلی غور کیا گیا۔: [491, 1659, 558, 1731]
body-text: اسلام آباد وزیر اعظم نے کہا ہے کہ پاکستان اور کشمیر کے عوام کے درمیان رشتہ مضبوط ہے اور حکومت اس مسئلے کو ہر فورم پر اٹھائے گی۔ انہوں نے کہا کہ بھارت کشمیری عوام کے حق خودارادیت کو تسلیم کرے اور اقوام متحدہ کی قراردادوں پر عمل درآمد کرایا جائے۔ ملک بھر میں ترقیاتی منصوبوں پر کام جاری ہے اور عوام کو بنیادی سہولیات کی فراہمی حکومت کی اولین ترجیح ہے۔ اجلاس میں وزراء اور اعلیٰ حکام نے شرکت کی اور مختلف امور پر تفصیلی غور کیا گیا۔: [140, 962, 207, 1035]
maple-leaf-icon: [423, 14, 432, 23]
body-text: اسلام آباد وزیر اعظم نے کہا ہے کہ پاکستان اور کشمیر کے عوام کے درمیان رشتہ مضبوط ہے اور حکومت اس مسئلے کو ہر فورم پر اٹھائے گی۔ انہوں نے کہا کہ بھارت کشمیری عوام کے حق خودارادیت کو تسلیم کرے اور اقوام متحدہ کی قراردادوں پر عمل درآمد کرایا جائے۔ ملک بھر میں ترقیاتی منصوبوں پر کام جاری ہے اور عوام کو بنیادی سہولیات کی فراہمی حکومت کی اولین ترجیح ہے۔ اجلاس میں وزراء اور اعلیٰ حکام نے شرکت کی اور مختلف امور پر تفصیلی غور کیا گیا۔: [491, 1733, 558, 1805]
heading-gradient-bar: [86, 564, 120, 573]
body-text: اسلام آباد وزیر اعظم نے کہا ہے کہ پاکستان اور کشمیر کے عوام کے درمیان رشتہ مضبوط ہے اور حکومت اس مسئلے کو ہر فورم پر اٹھائے گی۔ انہوں نے کہا کہ بھارت کشمیری عوام کے حق خودارادیت کو تسلیم کرے اور اقوام متحدہ کی قراردادوں پر عمل درآمد کرایا جائے۔ ملک بھر میں ترقیاتی منصوبوں پر کام جاری ہے اور عوام کو بنیادی سہولیات کی فراہمی حکومت کی اولین ترجیح ہے۔ اجلاس میں وزراء اور اعلیٰ حکام نے شرکت کی اور مختلف امور پر تفصیلی غور کیا گیا۔: [421, 1568, 488, 1641]
question-heading: [141, 398, 207, 410]
body-text: اسلام آباد وزیر اعظم نے کہا ہے کہ پاکستان اور کشمیر کے عوام کے درمیان رشتہ مضبوط ہے اور حکومت اس مسئلے کو ہر فورم پر اٹھائے گی۔ انہوں نے کہا کہ بھارت کشمیری عوام کے حق خودارادیت کو تسلیم کرے اور اقوام متحدہ کی قراردادوں پر عمل درآمد کرایا جائے۔ ملک بھر میں ترقیاتی منصوبوں پر کام جاری ہے اور عوام کو بنیادی سہولیات کی فراہمی حکومت کی اولین ترجیح ہے۔ اجلاس میں وزراء اور اعلیٰ حکام نے شرکت کی اور مختلف امور پر تفصیلی غور کیا گیا۔: [421, 101, 488, 174]
body-text: اسلام آباد وزیر اعظم نے کہا ہے کہ پاکستان اور کشمیر کے عوام کے درمیان رشتہ مضبوط ہے اور حکومت اس مسئلے کو ہر فورم پر اٹھائے گی۔ انہوں نے کہا کہ بھارت کشمیری عوام کے حق خودارادیت کو تسلیم کرے اور اقوام متحدہ کی قراردادوں پر عمل درآمد کرایا جائے۔ ملک بھر میں ترقیاتی منصوبوں پر کام جاری ہے اور عوام کو بنیادی سہولیات کی فراہمی حکومت کی اولین ترجیح ہے۔ اجلاس میں وزراء اور اعلیٰ حکام نے شرکت کی اور مختلف امور پر تفصیلی غور کیا گیا۔: [280, 798, 347, 871]
body-text: اسلام آباد وزیر اعظم نے کہا ہے کہ پاکستان اور کشمیر کے عوام کے درمیان رشتہ مضبوط ہے اور حکومت اس مسئلے کو ہر فورم پر اٹھائے گی۔ انہوں نے کہا کہ بھارت کشمیری عوام کے حق خودارادیت کو تسلیم کرے اور اقوام متحدہ کی قراردادوں پر عمل درآمد کرایا جائے۔ ملک بھر میں ترقیاتی منصوبوں پر کام جاری ہے اور عوام کو بنیادی سہولیات کی فراہمی حکومت کی اولین ترجیح ہے۔ اجلاس میں وزراء اور اعلیٰ حکام نے شرکت کی اور مختلف امور پر تفصیلی غور کیا گیا۔: [210, 1971, 277, 2043]
question-number-box: 31: [191, 12, 207, 25]
question-number-box: 2: [50, 1259, 66, 1271]
news-column-2: [421, 10, 488, 1641]
question-number-box: 6: [542, 947, 558, 959]
body-text: اسلام آباد وزیر اعظم نے کہا ہے کہ پاکستان اور کشمیر کے عوام کے درمیان رشتہ مضبوط ہے اور حکومت اس مسئلے کو ہر فورم پر اٹھائے گی۔ انہوں نے کہا کہ بھارت کشمیری عوام کے حق خودارادیت کو تسلیم کرے اور اقوام متحدہ کی قراردادوں پر عمل درآمد کرایا جائے۔ ملک بھر میں ترقیاتی منصوبوں پر کام جاری ہے اور عوام کو بنیادی سہولیات کی فراہمی حکومت کی اولین ترجیح ہے۔ اجلاس میں وزراء اور اعلیٰ حکام نے شرکت کی اور مختلف امور پر تفصیلی غور کیا گیا۔: [280, 1806, 347, 1879]
maple-leaf-icon: [1, 711, 10, 720]
question-heading: [141, 947, 207, 959]
body-text: اسلام آباد وزیر اعظم نے کہا ہے کہ پاکستان اور کشمیر کے عوام کے درمیان رشتہ مضبوط ہے اور حکومت اس مسئلے کو ہر فورم پر اٹھائے گی۔ انہوں نے کہا کہ بھارت کشمیری عوام کے حق خودارادیت کو تسلیم کرے اور اقوام متحدہ کی قراردادوں پر عمل درآمد کرایا جائے۔ ملک بھر میں ترقیاتی منصوبوں پر کام جاری ہے اور عوام کو بنیادی سہولیات کی فراہمی حکومت کی اولین ترجیح ہے۔ اجلاس میں وزراء اور اعلیٰ حکام نے شرکت کی اور مختلف امور پر تفصیلی غور کیا گیا۔: [0, 1495, 66, 1567]
body-text: اسلام آباد وزیر اعظم نے کہا ہے کہ پاکستان اور کشمیر کے عوام کے درمیان رشتہ مضبوط ہے اور حکومت اس مسئلے کو ہر فورم پر اٹھائے گی۔ انہوں نے کہا کہ بھارت کشمیری عوام کے حق خودارادیت کو تسلیم کرے اور اقوام متحدہ کی قراردادوں پر عمل درآمد کرایا جائے۔ ملک بھر میں ترقیاتی منصوبوں پر کام جاری ہے اور عوام کو بنیادی سہولیات کی فراہمی حکومت کی اولین ترجیح ہے۔ اجلاس میں وزراء اور اعلیٰ حکام نے شرکت کی اور مختلف امور پر تفصیلی غور کیا گیا۔: [210, 487, 277, 559]
question-number-box: 35: [191, 1332, 207, 1345]
body-text: اسلام آباد وزیر اعظم نے کہا ہے کہ پاکستان اور کشمیر کے عوام کے درمیان رشتہ مضبوط ہے اور حکومت اس مسئلے کو ہر فورم پر اٹھائے گی۔ انہوں نے کہا کہ بھارت کشمیری عوام کے حق خودارادیت کو تسلیم کرے اور اقوام متحدہ کی قراردادوں پر عمل درآمد کرایا جائے۔ ملک بھر میں ترقیاتی منصوبوں پر کام جاری ہے اور عوام کو بنیادی سہولیات کی فراہمی حکومت کی اولین ترجیح ہے۔ اجلاس میں وزراء اور اعلیٰ حکام نے شرکت کی اور مختلف امور پر تفصیلی غور کیا گیا۔: [421, 1183, 488, 1256]
heading-gradient-bar: [296, 252, 330, 261]
heading-gradient-bar: [296, 1187, 330, 1196]
heading-gradient-bar: [226, 1645, 260, 1654]
question-number-box: 34: [191, 947, 207, 959]
body-text: اسلام آباد وزیر اعظم نے کہا ہے کہ پاکستان اور کشمیر کے عوام کے درمیان رشتہ مضبوط ہے اور حکومت اس مسئلے کو ہر فورم پر اٹھائے گی۔ انہوں نے کہا کہ بھارت کشمیری عوام کے حق خودارادیت کو تسلیم کرے اور اقوام متحدہ کی قراردادوں پر عمل درآمد کرایا جائے۔ ملک بھر میں ترقیاتی منصوبوں پر کام جاری ہے اور عوام کو بنیادی سہولیات کی فراہمی حکومت کی اولین ترجیح ہے۔ اجلاس میں وزراء اور اعلیٰ حکام نے شرکت کی اور مختلف امور پر تفصیلی غور کیا گیا۔: [351, 962, 418, 1035]
question-heading: [422, 12, 488, 25]
heading-gradient-bar: [15, 14, 49, 23]
body-text: اسلام آباد وزیر اعظم نے کہا ہے کہ پاکستان اور کشمیر کے عوام کے درمیان رشتہ مضبوط ہے اور حکومت اس مسئلے کو ہر فورم پر اٹھائے گی۔ انہوں نے کہا کہ بھارت کشمیری عوام کے حق خودارادیت کو تسلیم کرے اور اقوام متحدہ کی قراردادوں پر عمل درآمد کرایا جائے۔ ملک بھر میں ترقیاتی منصوبوں پر کام جاری ہے اور عوام کو بنیادی سہولیات کی فراہمی حکومت کی اولین ترجیح ہے۔ اجلاس میں وزراء اور اعلیٰ حکام نے شرکت کی اور مختلف امور پر تفصیلی غور کیا گیا۔: [0, 724, 66, 797]
column-rule: [488, 10, 489, 929]
news-column-1: [491, 10, 558, 2117]
maple-leaf-icon: [282, 1187, 291, 1196]
body-text: اسلام آباد وزیر اعظم نے کہا ہے کہ پاکستان اور کشمیر کے عوام کے درمیان رشتہ مضبوط ہے اور حکومت اس مسئلے کو ہر فورم پر اٹھائے گی۔ انہوں نے کہا کہ بھارت کشمیری عوام کے حق خودارادیت کو تسلیم کرے اور اقوام متحدہ کی قراردادوں پر عمل درآمد کرایا جائے۔ ملک بھر میں ترقیاتی منصوبوں پر کام جاری ہے اور عوام کو بنیادی سہولیات کی فراہمی حکومت کی اولین ترجیح ہے۔ اجلاس میں وزراء اور اعلیٰ حکام نے شرکت کی اور مختلف امور پر تفصیلی غور کیا گیا۔: [0, 1568, 66, 1641]
body-text: اسلام آباد وزیر اعظم نے کہا ہے کہ پاکستان اور کشمیر کے عوام کے درمیان رشتہ مضبوط ہے اور حکومت اس مسئلے کو ہر فورم پر اٹھائے گی۔ انہوں نے کہا کہ بھارت کشمیری عوام کے حق خودارادیت کو تسلیم کرے اور اقوام متحدہ کی قراردادوں پر عمل درآمد کرایا جائے۔ ملک بھر میں ترقیاتی منصوبوں پر کام جاری ہے اور عوام کو بنیادی سہولیات کی فراہمی حکومت کی اولین ترجیح ہے۔ اجلاس میں وزراء اور اعلیٰ حکام نے شرکت کی اور مختلف امور پر تفصیلی غور کیا گیا۔: [491, 651, 558, 723]
maple-leaf-icon: [212, 711, 221, 720]
body-text: اسلام آباد وزیر اعظم نے کہا ہے کہ پاکستان اور کشمیر کے عوام کے درمیان رشتہ مضبوط ہے اور حکومت اس مسئلے کو ہر فورم پر اٹھائے گی۔ انہوں نے کہا کہ بھارت کشمیری عوام کے حق خودارادیت کو تسلیم کرے اور اقوام متحدہ کی قراردادوں پر عمل درآمد کرایا جائے۔ ملک بھر میں ترقیاتی منصوبوں پر کام جاری ہے اور عوام کو بنیادی سہولیات کی فراہمی حکومت کی اولین ترجیح ہے۔ اجلاس میں وزراء اور اعلیٰ حکام نے شرکت کی اور مختلف امور پر تفصیلی غور کیا گیا۔: [351, 487, 418, 559]
heading-gradient-bar: [86, 252, 120, 261]
question-number-box: 39: [121, 562, 137, 574]
body-text: اسلام آباد وزیر اعظم نے کہا ہے کہ پاکستان اور کشمیر کے عوام کے درمیان رشتہ مضبوط ہے اور حکومت اس مسئلے کو ہر فورم پر اٹھائے گی۔ انہوں نے کہا کہ بھارت کشمیری عوام کے حق خودارادیت کو تسلیم کرے اور اقوام متحدہ کی قراردادوں پر عمل درآمد کرایا جائے۔ ملک بھر میں ترقیاتی منصوبوں پر کام جاری ہے اور عوام کو بنیادی سہولیات کی فراہمی حکومت کی اولین ترجیح ہے۔ اجلاس میں وزراء اور اعلیٰ حکام نے شرکت کی اور مختلف امور پر تفصیلی غور کیا گیا۔: [280, 1421, 347, 1494]
body-text: اسلام آباد وزیر اعظم نے کہا ہے کہ پاکستان اور کشمیر کے عوام کے درمیان رشتہ مضبوط ہے اور حکومت اس مسئلے کو ہر فورم پر اٹھائے گی۔ انہوں نے کہا کہ بھارت کشمیری عوام کے حق خودارادیت کو تسلیم کرے اور اقوام متحدہ کی قراردادوں پر عمل درآمد کرایا جائے۔ ملک بھر میں ترقیاتی منصوبوں پر کام جاری ہے اور عوام کو بنیادی سہولیات کی فراہمی حکومت کی اولین ترجیح ہے۔ اجلاس میں وزراء اور اعلیٰ حکام نے شرکت کی اور مختلف امور پر تفصیلی غور کیا گیا۔: [280, 872, 347, 944]
body-text: اسلام آباد وزیر اعظم نے کہا ہے کہ پاکستان اور کشمیر کے عوام کے درمیان رشتہ مضبوط ہے اور حکومت اس مسئلے کو ہر فورم پر اٹھائے گی۔ انہوں نے کہا کہ بھارت کشمیری عوام کے حق خودارادیت کو تسلیم کرے اور اقوام متحدہ کی قراردادوں پر عمل درآمد کرایا جائے۔ ملک بھر میں ترقیاتی منصوبوں پر کام جاری ہے اور عوام کو بنیادی سہولیات کی فراہمی حکومت کی اولین ترجیح ہے۔ اجلاس میں وزراء اور اعلیٰ حکام نے شرکت کی اور مختلف امور پر تفصیلی غور کیا گیا۔: [491, 1110, 558, 1182]
question-number-box: 8: [472, 12, 488, 25]
body-text: اسلام آباد وزیر اعظم نے کہا ہے کہ پاکستان اور کشمیر کے عوام کے درمیان رشتہ مضبوط ہے اور حکومت اس مسئلے کو ہر فورم پر اٹھائے گی۔ انہوں نے کہا کہ بھارت کشمیری عوام کے حق خودارادیت کو تسلیم کرے اور اقوام متحدہ کی قراردادوں پر عمل درآمد کرایا جائے۔ ملک بھر میں ترقیاتی منصوبوں پر کام جاری ہے اور عوام کو بنیادی سہولیات کی فراہمی حکومت کی اولین ترجیح ہے۔ اجلاس میں وزراء اور اعلیٰ حکام نے شرکت کی اور مختلف امور پر تفصیلی غور کیا گیا۔: [421, 1274, 488, 1346]
question-heading: [492, 1882, 558, 1894]
body-text: اسلام آباد وزیر اعظم نے کہا ہے کہ پاکستان اور کشمیر کے عوام کے درمیان رشتہ مضبوط ہے اور حکومت اس مسئلے کو ہر فورم پر اٹھائے گی۔ انہوں نے کہا کہ بھارت کشمیری عوام کے حق خودارادیت کو تسلیم کرے اور اقوام متحدہ کی قراردادوں پر عمل درآمد کرایا جائے۔ ملک بھر میں ترقیاتی منصوبوں پر کام جاری ہے اور عوام کو بنیادی سہولیات کی فراہمی حکومت کی اولین ترجیح ہے۔ اجلاس میں وزراء اور اعلیٰ حکام نے شرکت کی اور مختلف امور پر تفصیلی غور کیا گیا۔: [421, 175, 488, 248]
maple-leaf-icon: [1, 1260, 10, 1269]
maple-leaf-icon: [212, 1260, 221, 1269]
body-text: اسلام آباد وزیر اعظم نے کہا ہے کہ پاکستان اور کشمیر کے عوام کے درمیان رشتہ مضبوط ہے اور حکومت اس مسئلے کو ہر فورم پر اٹھائے گی۔ انہوں نے کہا کہ بھارت کشمیری عوام کے حق خودارادیت کو تسلیم کرے اور اقوام متحدہ کی قراردادوں پر عمل درآمد کرایا جائے۔ ملک بھر میں ترقیاتی منصوبوں پر کام جاری ہے اور عوام کو بنیادی سہولیات کی فراہمی حکومت کی اولین ترجیح ہے۔ اجلاس میں وزراء اور اعلیٰ حکام نے شرکت کی اور مختلف امور پر تفصیلی غور کیا گیا۔: [280, 175, 347, 248]
body-text: اسلام آباد وزیر اعظم نے کہا ہے کہ پاکستان اور کشمیر کے عوام کے درمیان رشتہ مضبوط ہے اور حکومت اس مسئلے کو ہر فورم پر اٹھائے گی۔ انہوں نے کہا کہ بھارت کشمیری عوام کے حق خودارادیت کو تسلیم کرے اور اقوام متحدہ کی قراردادوں پر عمل درآمد کرایا جائے۔ ملک بھر میں ترقیاتی منصوبوں پر کام جاری ہے اور عوام کو بنیادی سہولیات کی فراہمی حکومت کی اولین ترجیح ہے۔ اجلاس میں وزراء اور اعلیٰ حکام نے شرکت کی اور مختلف امور پر تفصیلی غور کیا گیا۔: [421, 798, 488, 871]
question-heading: [281, 947, 347, 959]
body-text: اسلام آباد وزیر اعظم نے کہا ہے کہ پاکستان اور کشمیر کے عوام کے درمیان رشتہ مضبوط ہے اور حکومت اس مسئلے کو ہر فورم پر اٹھائے گی۔ انہوں نے کہا کہ بھارت کشمیری عوام کے حق خودارادیت کو تسلیم کرے اور اقوام متحدہ کی قراردادوں پر عمل درآمد کرایا جائے۔ ملک بھر میں ترقیاتی منصوبوں پر کام جاری ہے اور عوام کو بنیادی سہولیات کی فراہمی حکومت کی اولین ترجیح ہے۔ اجلاس میں وزراء اور اعلیٰ حکام نے شرکت کی اور مختلف امور پر تفصیلی غور کیا گیا۔: [421, 1421, 488, 1494]
body-text: اسلام آباد وزیر اعظم نے کہا ہے کہ پاکستان اور کشمیر کے عوام کے درمیان رشتہ مضبوط ہے اور حکومت اس مسئلے کو ہر فورم پر اٹھائے گی۔ انہوں نے کہا کہ بھارت کشمیری عوام کے حق خودارادیت کو تسلیم کرے اور اقوام متحدہ کی قراردادوں پر عمل درآمد کرایا جائے۔ ملک بھر میں ترقیاتی منصوبوں پر کام جاری ہے اور عوام کو بنیادی سہولیات کی فراہمی حکومت کی اولین ترجیح ہے۔ اجلاس میں وزراء اور اعلیٰ حکام نے شرکت کی اور مختلف امور پر تفصیلی غور کیا گیا۔: [0, 101, 66, 174]
question-heading: [141, 12, 207, 25]
body-text: اسلام آباد وزیر اعظم نے کہا ہے کہ پاکستان اور کشمیر کے عوام کے درمیان رشتہ مضبوط ہے اور حکومت اس مسئلے کو ہر فورم پر اٹھائے گی۔ انہوں نے کہا کہ بھارت کشمیری عوام کے حق خودارادیت کو تسلیم کرے اور اقوام متحدہ کی قراردادوں پر عمل درآمد کرایا جائے۔ ملک بھر میں ترقیاتی منصوبوں پر کام جاری ہے اور عوام کو بنیادی سہولیات کی فراہمی حکومت کی اولین ترجیح ہے۔ اجلاس میں وزراء اور اعلیٰ حکام نے شرکت کی اور مختلف امور پر تفصیلی غور کیا گیا۔: [210, 1659, 277, 1731]
heading-gradient-bar: [15, 326, 49, 335]
question-heading: [0, 1259, 66, 1271]
body-text: اسلام آباد وزیر اعظم نے کہا ہے کہ پاکستان اور کشمیر کے عوام کے درمیان رشتہ مضبوط ہے اور حکومت اس مسئلے کو ہر فورم پر اٹھائے گی۔ انہوں نے کہا کہ بھارت کشمیری عوام کے حق خودارادیت کو تسلیم کرے اور اقوام متحدہ کی قراردادوں پر عمل درآمد کرایا جائے۔ ملک بھر میں ترقیاتی منصوبوں پر کام جاری ہے اور عوام کو بنیادی سہولیات کی فراہمی حکومت کی اولین ترجیح ہے۔ اجلاس میں وزراء اور اعلیٰ حکام نے شرکت کی اور مختلف امور پر تفصیلی غور کیا گیا۔: [0, 413, 66, 485]
body-text: اسلام آباد وزیر اعظم نے کہا ہے کہ پاکستان اور کشمیر کے عوام کے درمیان رشتہ مضبوط ہے اور حکومت اس مسئلے کو ہر فورم پر اٹھائے گی۔ انہوں نے کہا کہ بھارت کشمیری عوام کے حق خودارادیت کو تسلیم کرے اور اقوام متحدہ کی قراردادوں پر عمل درآمد کرایا جائے۔ ملک بھر میں ترقیاتی منصوبوں پر کام جاری ہے اور عوام کو بنیادی سہولیات کی فراہمی حکومت کی اولین ترجیح ہے۔ اجلاس میں وزراء اور اعلیٰ حکام نے شرکت کی اور مختلف امور پر تفصیلی غور کیا گیا۔: [491, 724, 558, 797]
maple-leaf-icon: [212, 949, 221, 958]
question-number-box: 19: [332, 562, 347, 574]
body-text: اسلام آباد وزیر اعظم نے کہا ہے کہ پاکستان اور کشمیر کے عوام کے درمیان رشتہ مضبوط ہے اور حکومت اس مسئلے کو ہر فورم پر اٹھائے گی۔ انہوں نے کہا کہ بھارت کشمیری عوام کے حق خودارادیت کو تسلیم کرے اور اقوام متحدہ کی قراردادوں پر عمل درآمد کرایا جائے۔ ملک بھر میں ترقیاتی منصوبوں پر کام جاری ہے اور عوام کو بنیادی سہولیات کی فراہمی حکومت کی اولین ترجیح ہے۔ اجلاس میں وزراء اور اعلیٰ حکام نے شرکت کی اور مختلف امور پر تفصیلی غور کیا گیا۔: [421, 1495, 488, 1567]
body-text: اسلام آباد وزیر اعظم نے کہا ہے کہ پاکستان اور کشمیر کے عوام کے درمیان رشتہ مضبوط ہے اور حکومت اس مسئلے کو ہر فورم پر اٹھائے گی۔ انہوں نے کہا کہ بھارت کشمیری عوام کے حق خودارادیت کو تسلیم کرے اور اقوام متحدہ کی قراردادوں پر عمل درآمد کرایا جائے۔ ملک بھر میں ترقیاتی منصوبوں پر کام جاری ہے اور عوام کو بنیادی سہولیات کی فراہمی حکومت کی اولین ترجیح ہے۔ اجلاس میں وزراء اور اعلیٰ حکام نے شرکت کی اور مختلف امور پر تفصیلی غور کیا گیا۔: [210, 249, 277, 321]
body-text: اسلام آباد وزیر اعظم نے کہا ہے کہ پاکستان اور کشمیر کے عوام کے درمیان رشتہ مضبوط ہے اور حکومت اس مسئلے کو ہر فورم پر اٹھائے گی۔ انہوں نے کہا کہ بھارت کشمیری عوام کے حق خودارادیت کو تسلیم کرے اور اقوام متحدہ کی قراردادوں پر عمل درآمد کرایا جائے۔ ملک بھر میں ترقیاتی منصوبوں پر کام جاری ہے اور عوام کو بنیادی سہولیات کی فراہمی حکومت کی اولین ترجیح ہے۔ اجلاس میں وزراء اور اعلیٰ حکام نے شرکت کی اور مختلف امور پر تفصیلی غور کیا گیا۔: [0, 1347, 66, 1420]
heading-gradient-bar: [15, 949, 49, 958]
question-heading: [281, 250, 347, 263]
body-text: اسلام آباد وزیر اعظم نے کہا ہے کہ پاکستان اور کشمیر کے عوام کے درمیان رشتہ مضبوط ہے اور حکومت اس مسئلے کو ہر فورم پر اٹھائے گی۔ انہوں نے کہا کہ بھارت کشمیری عوام کے حق خودارادیت کو تسلیم کرے اور اقوام متحدہ کی قراردادوں پر عمل درآمد کرایا جائے۔ ملک بھر میں ترقیاتی منصوبوں پر کام جاری ہے اور عوام کو بنیادی سہولیات کی فراہمی حکومت کی اولین ترجیح ہے۔ اجلاس میں وزراء اور اعلیٰ حکام نے شرکت کی اور مختلف امور پر تفصیلی غور کیا گیا۔: [491, 1971, 558, 2043]
page-number: (7): [271, 0, 281, 7]
body-text: اسلام آباد وزیر اعظم نے کہا ہے کہ پاکستان اور کشمیر کے عوام کے درمیان رشتہ مضبوط ہے اور حکومت اس مسئلے کو ہر فورم پر اٹھائے گی۔ انہوں نے کہا کہ بھارت کشمیری عوام کے حق خودارادیت کو تسلیم کرے اور اقوام متحدہ کی قراردادوں پر عمل درآمد کرایا جائے۔ ملک بھر میں ترقیاتی منصوبوں پر کام جاری ہے اور عوام کو بنیادی سہولیات کی فراہمی حکومت کی اولین ترجیح ہے۔ اجلاس میں وزراء اور اعلیٰ حکام نے شرکت کی اور مختلف امور پر تفصیلی غور کیا گیا۔: [0, 175, 66, 248]
heading-gradient-bar: [507, 14, 541, 23]
heading-gradient-bar: [86, 949, 120, 958]
heading-gradient-bar: [226, 14, 260, 23]
question-number-box: 38: [121, 250, 137, 263]
news-column-4: [280, 10, 347, 1879]
body-text: اسلام آباد وزیر اعظم نے کہا ہے کہ پاکستان اور کشمیر کے عوام کے درمیان رشتہ مضبوط ہے اور حکومت اس مسئلے کو ہر فورم پر اٹھائے گی۔ انہوں نے کہا کہ بھارت کشمیری عوام کے حق خودارادیت کو تسلیم کرے اور اقوام متحدہ کی قراردادوں پر عمل درآمد کرایا جائے۔ ملک بھر میں ترقیاتی منصوبوں پر کام جاری ہے اور عوام کو بنیادی سہولیات کی فراہمی حکومت کی اولین ترجیح ہے۔ اجلاس میں وزراء اور اعلیٰ حکام نے شرکت کی اور مختلف امور پر تفصیلی غور کیا گیا۔: [0, 634, 66, 706]
body-text: اسلام آباد وزیر اعظم نے کہا ہے کہ پاکستان اور کشمیر کے عوام کے درمیان رشتہ مضبوط ہے اور حکومت اس مسئلے کو ہر فورم پر اٹھائے گی۔ انہوں نے کہا کہ بھارت کشمیری عوام کے حق خودارادیت کو تسلیم کرے اور اقوام متحدہ کی قراردادوں پر عمل درآمد کرایا جائے۔ ملک بھر میں ترقیاتی منصوبوں پر کام جاری ہے اور عوام کو بنیادی سہولیات کی فراہمی حکومت کی اولین ترجیح ہے۔ اجلاس میں وزراء اور اعلیٰ حکام نے شرکت کی اور مختلف امور پر تفصیلی غور کیا گیا۔: [0, 1274, 66, 1346]
body-text: اسلام آباد وزیر اعظم نے کہا ہے کہ پاکستان اور کشمیر کے عوام کے درمیان رشتہ مضبوط ہے اور حکومت اس مسئلے کو ہر فورم پر اٹھائے گی۔ انہوں نے کہا کہ بھارت کشمیری عوام کے حق خودارادیت کو تسلیم کرے اور اقوام متحدہ کی قراردادوں پر عمل درآمد کرایا جائے۔ ملک بھر میں ترقیاتی منصوبوں پر کام جاری ہے اور عوام کو بنیادی سہولیات کی فراہمی حکومت کی اولین ترجیح ہے۔ اجلاس میں وزراء اور اعلیٰ حکام نے شرکت کی اور مختلف امور پر تفصیلی غور کیا گیا۔: [210, 339, 277, 412]
question-heading: [422, 709, 488, 722]
body-text: اسلام آباد وزیر اعظم نے کہا ہے کہ پاکستان اور کشمیر کے عوام کے درمیان رشتہ مضبوط ہے اور حکومت اس مسئلے کو ہر فورم پر اٹھائے گی۔ انہوں نے کہا کہ بھارت کشمیری عوام کے حق خودارادیت کو تسلیم کرے اور اقوام متحدہ کی قراردادوں پر عمل درآمد کرایا جائے۔ ملک بھر میں ترقیاتی منصوبوں پر کام جاری ہے اور عوام کو بنیادی سہولیات کی فراہمی حکومت کی اولین ترجیح ہے۔ اجلاس میں وزراء اور اعلیٰ حکام نے شرکت کی اور مختلف امور پر تفصیلی غور کیا گیا۔: [210, 2118, 277, 2190]
body-text: اسلام آباد وزیر اعظم نے کہا ہے کہ پاکستان اور کشمیر کے عوام کے درمیان رشتہ مضبوط ہے اور حکومت اس مسئلے کو ہر فورم پر اٹھائے گی۔ انہوں نے کہا کہ بھارت کشمیری عوام کے حق خودارادیت کو تسلیم کرے اور اقوام متحدہ کی قراردادوں پر عمل درآمد کرایا جائے۔ ملک بھر میں ترقیاتی منصوبوں پر کام جاری ہے اور عوام کو بنیادی سہولیات کی فراہمی حکومت کی اولین ترجیح ہے۔ اجلاس میں وزراء اور اعلیٰ حکام نے شرکت کی اور مختلف امور پر تفصیلی غور کیا گیا۔: [210, 175, 277, 248]
body-text: اسلام آباد وزیر اعظم نے کہا ہے کہ پاکستان اور کشمیر کے عوام کے درمیان رشتہ مضبوط ہے اور حکومت اس مسئلے کو ہر فورم پر اٹھائے گی۔ انہوں نے کہا کہ بھارت کشمیری عوام کے حق خودارادیت کو تسلیم کرے اور اقوام متحدہ کی قراردادوں پر عمل درآمد کرایا جائے۔ ملک بھر میں ترقیاتی منصوبوں پر کام جاری ہے اور عوام کو بنیادی سہولیات کی فراہمی حکومت کی اولین ترجیح ہے۔ اجلاس میں وزراء اور اعلیٰ حکام نے شرکت کی اور مختلف امور پر تفصیلی غور کیا گیا۔: [70, 101, 137, 174]
body-text: اسلام آباد وزیر اعظم نے کہا ہے کہ پاکستان اور کشمیر کے عوام کے درمیان رشتہ مضبوط ہے اور حکومت اس مسئلے کو ہر فورم پر اٹھائے گی۔ انہوں نے کہا کہ بھارت کشمیری عوام کے حق خودارادیت کو تسلیم کرے اور اقوام متحدہ کی قراردادوں پر عمل درآمد کرایا جائے۔ ملک بھر میں ترقیاتی منصوبوں پر کام جاری ہے اور عوام کو بنیادی سہولیات کی فراہمی حکومت کی اولین ترجیح ہے۔ اجلاس میں وزراء اور اعلیٰ حکام نے شرکت کی اور مختلف امور پر تفصیلی غور کیا گیا۔: [421, 724, 488, 797]
body-text: اسلام آباد وزیر اعظم نے کہا ہے کہ پاکستان اور کشمیر کے عوام کے درمیان رشتہ مضبوط ہے اور حکومت اس مسئلے کو ہر فورم پر اٹھائے گی۔ انہوں نے کہا کہ بھارت کشمیری عوام کے حق خودارادیت کو تسلیم کرے اور اقوام متحدہ کی قراردادوں پر عمل درآمد کرایا جائے۔ ملک بھر میں ترقیاتی منصوبوں پر کام جاری ہے اور عوام کو بنیادی سہولیات کی فراہمی حکومت کی اولین ترجیح ہے۔ اجلاس میں وزراء اور اعلیٰ حکام نے شرکت کی اور مختلف امور پر تفصیلی غور کیا گیا۔: [491, 1897, 558, 1969]
body-text: اسلام آباد وزیر اعظم نے کہا ہے کہ پاکستان اور کشمیر کے عوام کے درمیان رشتہ مضبوط ہے اور حکومت اس مسئلے کو ہر فورم پر اٹھائے گی۔ انہوں نے کہا کہ بھارت کشمیری عوام کے حق خودارادیت کو تسلیم کرے اور اقوام متحدہ کی قراردادوں پر عمل درآمد کرایا جائے۔ ملک بھر میں ترقیاتی منصوبوں پر کام جاری ہے اور عوام کو بنیادی سہولیات کی فراہمی حکومت کی اولین ترجیح ہے۔ اجلاس میں وزراء اور اعلیٰ حکام نے شرکت کی اور مختلف امور پر تفصیلی غور کیا گیا۔: [210, 2356, 277, 2428]
body-text: اسلام آباد وزیر اعظم نے کہا ہے کہ پاکستان اور کشمیر کے عوام کے درمیان رشتہ مضبوط ہے اور حکومت اس مسئلے کو ہر فورم پر اٹھائے گی۔ انہوں نے کہا کہ بھارت کشمیری عوام کے حق خودارادیت کو تسلیم کرے اور اقوام متحدہ کی قراردادوں پر عمل درآمد کرایا جائے۔ ملک بھر میں ترقیاتی منصوبوں پر کام جاری ہے اور عوام کو بنیادی سہولیات کی فراہمی حکومت کی اولین ترجیح ہے۔ اجلاس میں وزراء اور اعلیٰ حکام نے شرکت کی اور مختلف امور پر تفصیلی غور کیا گیا۔: [280, 1733, 347, 1805]
question-heading: [211, 1644, 277, 1656]
maple-leaf-icon: [1, 326, 10, 335]
body-text: اسلام آباد وزیر اعظم نے کہا ہے کہ پاکستان اور کشمیر کے عوام کے درمیان رشتہ مضبوط ہے اور حکومت اس مسئلے کو ہر فورم پر اٹھائے گی۔ انہوں نے کہا کہ بھارت کشمیری عوام کے حق خودارادیت کو تسلیم کرے اور اقوام متحدہ کی قراردادوں پر عمل درآمد کرایا جائے۔ ملک بھر میں ترقیاتی منصوبوں پر کام جاری ہے اور عوام کو بنیادی سہولیات کی فراہمی حکومت کی اولین ترجیح ہے۔ اجلاس میں وزراء اور اعلیٰ حکام نے شرکت کی اور مختلف امور پر تفصیلی غور کیا گیا۔: [421, 249, 488, 321]
question-heading: [351, 947, 418, 959]
body-text: اسلام آباد وزیر اعظم نے کہا ہے کہ پاکستان اور کشمیر کے عوام کے درمیان رشتہ مضبوط ہے اور حکومت اس مسئلے کو ہر فورم پر اٹھائے گی۔ انہوں نے کہا کہ بھارت کشمیری عوام کے حق خودارادیت کو تسلیم کرے اور اقوام متحدہ کی قراردادوں پر عمل درآمد کرایا جائے۔ ملک بھر میں ترقیاتی منصوبوں پر کام جاری ہے اور عوام کو بنیادی سہولیات کی فراہمی حکومت کی اولین ترجیح ہے۔ اجلاس میں وزراء اور اعلیٰ حکام نے شرکت کی اور مختلف امور پر تفصیلی غور کیا گیا۔: [70, 413, 137, 485]
question-heading: [492, 562, 558, 574]
heading-gradient-bar: [156, 1334, 190, 1343]
maple-leaf-icon: [142, 1572, 151, 1581]
body-text: اسلام آباد وزیر اعظم نے کہا ہے کہ پاکستان اور کشمیر کے عوام کے درمیان رشتہ مضبوط ہے اور حکومت اس مسئلے کو ہر فورم پر اٹھائے گی۔ انہوں نے کہا کہ بھارت کشمیری عوام کے حق خودارادیت کو تسلیم کرے اور اقوام متحدہ کی قراردادوں پر عمل درآمد کرایا جائے۔ ملک بھر میں ترقیاتی منصوبوں پر کام جاری ہے اور عوام کو بنیادی سہولیات کی فراہمی حکومت کی اولین ترجیح ہے۔ اجلاس میں وزراء اور اعلیٰ حکام نے شرکت کی اور مختلف امور پر تفصیلی غور کیا گیا۔: [491, 1585, 558, 1658]
body-text: اسلام آباد وزیر اعظم نے کہا ہے کہ پاکستان اور کشمیر کے عوام کے درمیان رشتہ مضبوط ہے اور حکومت اس مسئلے کو ہر فورم پر اٹھائے گی۔ انہوں نے کہا کہ بھارت کشمیری عوام کے حق خودارادیت کو تسلیم کرے اور اقوام متحدہ کی قراردادوں پر عمل درآمد کرایا جائے۔ ملک بھر میں ترقیاتی منصوبوں پر کام جاری ہے اور عوام کو بنیادی سہولیات کی فراہمی حکومت کی اولین ترجیح ہے۔ اجلاس میں وزراء اور اعلیٰ حکام نے شرکت کی اور مختلف امور پر تفصیلی غور کیا گیا۔: [280, 413, 347, 485]
body-text: اسلام آباد وزیر اعظم نے کہا ہے کہ پاکستان اور کشمیر کے عوام کے درمیان رشتہ مضبوط ہے اور حکومت اس مسئلے کو ہر فورم پر اٹھائے گی۔ انہوں نے کہا کہ بھارت کشمیری عوام کے حق خودارادیت کو تسلیم کرے اور اقوام متحدہ کی قراردادوں پر عمل درآمد کرایا جائے۔ ملک بھر میں ترقیاتی منصوبوں پر کام جاری ہے اور عوام کو بنیادی سہولیات کی فراہمی حکومت کی اولین ترجیح ہے۔ اجلاس میں وزراء اور اعلیٰ حکام نے شرکت کی اور مختلف امور پر تفصیلی غور کیا گیا۔: [280, 651, 347, 723]
body-text: اسلام آباد وزیر اعظم نے کہا ہے کہ پاکستان اور کشمیر کے عوام کے درمیان رشتہ مضبوط ہے اور حکومت اس مسئلے کو ہر فورم پر اٹھائے گی۔ انہوں نے کہا کہ بھارت کشمیری عوام کے حق خودارادیت کو تسلیم کرے اور اقوام متحدہ کی قراردادوں پر عمل درآمد کرایا جائے۔ ملک بھر میں ترقیاتی منصوبوں پر کام جاری ہے اور عوام کو بنیادی سہولیات کی فراہمی حکومت کی اولین ترجیح ہے۔ اجلاس میں وزراء اور اعلیٰ حکام نے شرکت کی اور مختلف امور پر تفصیلی غور کیا گیا۔: [0, 1806, 66, 1879]
question-number-box: 33: [191, 636, 207, 648]
question-number-box: 20: [332, 947, 347, 959]
question-heading: [70, 947, 137, 959]
maple-leaf-icon: [142, 14, 151, 23]
body-text: اسلام آباد وزیر اعظم نے کہا ہے کہ پاکستان اور کشمیر کے عوام کے درمیان رشتہ مضبوط ہے اور حکومت اس مسئلے کو ہر فورم پر اٹھائے گی۔ انہوں نے کہا کہ بھارت کشمیری عوام کے حق خودارادیت کو تسلیم کرے اور اقوام متحدہ کی قراردادوں پر عمل درآمد کرایا جائے۔ ملک بھر میں ترقیاتی منصوبوں پر کام جاری ہے اور عوام کو بنیادی سہولیات کی فراہمی حکومت کی اولین ترجیح ہے۔ اجلاس میں وزراء اور اعلیٰ حکام نے شرکت کی اور مختلف امور پر تفصیلی غور کیا گیا۔: [0, 1036, 66, 1108]
body-text: اسلام آباد وزیر اعظم نے کہا ہے کہ پاکستان اور کشمیر کے عوام کے درمیان رشتہ مضبوط ہے اور حکومت اس مسئلے کو ہر فورم پر اٹھائے گی۔ انہوں نے کہا کہ بھارت کشمیری عوام کے حق خودارادیت کو تسلیم کرے اور اقوام متحدہ کی قراردادوں پر عمل درآمد کرایا جائے۔ ملک بھر میں ترقیاتی منصوبوں پر کام جاری ہے اور عوام کو بنیادی سہولیات کی فراہمی حکومت کی اولین ترجیح ہے۔ اجلاس میں وزراء اور اعلیٰ حکام نے شرکت کی اور مختلف امور پر تفصیلی غور کیا گیا۔: [280, 1036, 347, 1108]
body-text: اسلام آباد وزیر اعظم نے کہا ہے کہ پاکستان اور کشمیر کے عوام کے درمیان رشتہ مضبوط ہے اور حکومت اس مسئلے کو ہر فورم پر اٹھائے گی۔ انہوں نے کہا کہ بھارت کشمیری عوام کے حق خودارادیت کو تسلیم کرے اور اقوام متحدہ کی قراردادوں پر عمل درآمد کرایا جائے۔ ملک بھر میں ترقیاتی منصوبوں پر کام جاری ہے اور عوام کو بنیادی سہولیات کی فراہمی حکومت کی اولین ترجیح ہے۔ اجلاس میں وزراء اور اعلیٰ حکام نے شرکت کی اور مختلف امور پر تفصیلی غور کیا گیا۔: [210, 1274, 277, 1346]
body-text: اسلام آباد وزیر اعظم نے کہا ہے کہ پاکستان اور کشمیر کے عوام کے درمیان رشتہ مضبوط ہے اور حکومت اس مسئلے کو ہر فورم پر اٹھائے گی۔ انہوں نے کہا کہ بھارت کشمیری عوام کے حق خودارادیت کو تسلیم کرے اور اقوام متحدہ کی قراردادوں پر عمل درآمد کرایا جائے۔ ملک بھر میں ترقیاتی منصوبوں پر کام جاری ہے اور عوام کو بنیادی سہولیات کی فراہمی حکومت کی اولین ترجیح ہے۔ اجلاس میں وزراء اور اعلیٰ حکام نے شرکت کی اور مختلف امور پر تفصیلی غور کیا گیا۔: [70, 651, 137, 723]
body-text: اسلام آباد وزیر اعظم نے کہا ہے کہ پاکستان اور کشمیر کے عوام کے درمیان رشتہ مضبوط ہے اور حکومت اس مسئلے کو ہر فورم پر اٹھائے گی۔ انہوں نے کہا کہ بھارت کشمیری عوام کے حق خودارادیت کو تسلیم کرے اور اقوام متحدہ کی قراردادوں پر عمل درآمد کرایا جائے۔ ملک بھر میں ترقیاتی منصوبوں پر کام جاری ہے اور عوام کو بنیادی سہولیات کی فراہمی حکومت کی اولین ترجیح ہے۔ اجلاس میں وزراء اور اعلیٰ حکام نے شرکت کی اور مختلف امور پر تفصیلی غور کیا گیا۔: [0, 1897, 66, 1969]
heading-gradient-bar: [296, 949, 330, 958]
maple-leaf-icon: [142, 637, 151, 646]
question-heading: [0, 709, 66, 722]
question-number-box: 15: [402, 636, 418, 648]
body-text: اسلام آباد وزیر اعظم نے کہا ہے کہ پاکستان اور کشمیر کے عوام کے درمیان رشتہ مضبوط ہے اور حکومت اس مسئلے کو ہر فورم پر اٹھائے گی۔ انہوں نے کہا کہ بھارت کشمیری عوام کے حق خودارادیت کو تسلیم کرے اور اقوام متحدہ کی قراردادوں پر عمل درآمد کرایا جائے۔ ملک بھر میں ترقیاتی منصوبوں پر کام جاری ہے اور عوام کو بنیادی سہولیات کی فراہمی حکومت کی اولین ترجیح ہے۔ اجلاس میں وزراء اور اعلیٰ حکام نے شرکت کی اور مختلف امور پر تفصیلی غور کیا گیا۔: [210, 1806, 277, 1879]
body-text: اسلام آباد وزیر اعظم نے کہا ہے کہ پاکستان اور کشمیر کے عوام کے درمیان رشتہ مضبوط ہے اور حکومت اس مسئلے کو ہر فورم پر اٹھائے گی۔ انہوں نے کہا کہ بھارت کشمیری عوام کے حق خودارادیت کو تسلیم کرے اور اقوام متحدہ کی قراردادوں پر عمل درآمد کرایا جائے۔ ملک بھر میں ترقیاتی منصوبوں پر کام جاری ہے اور عوام کو بنیادی سہولیات کی فراہمی حکومت کی اولین ترجیح ہے۔ اجلاس میں وزراء اور اعلیٰ حکام نے شرکت کی اور مختلف امور پر تفصیلی غور کیا گیا۔: [0, 1110, 66, 1182]
body-text: اسلام آباد وزیر اعظم نے کہا ہے کہ پاکستان اور کشمیر کے عوام کے درمیان رشتہ مضبوط ہے اور حکومت اس مسئلے کو ہر فورم پر اٹھائے گی۔ انہوں نے کہا کہ بھارت کشمیری عوام کے حق خودارادیت کو تسلیم کرے اور اقوام متحدہ کی قراردادوں پر عمل درآمد کرایا جائے۔ ملک بھر میں ترقیاتی منصوبوں پر کام جاری ہے اور عوام کو بنیادی سہولیات کی فراہمی حکومت کی اولین ترجیح ہے۔ اجلاس میں وزراء اور اعلیٰ حکام نے شرکت کی اور مختلف امور پر تفصیلی غور کیا گیا۔: [491, 962, 558, 1035]
body-text: اسلام آباد وزیر اعظم نے کہا ہے کہ پاکستان اور کشمیر کے عوام کے درمیان رشتہ مضبوط ہے اور حکومت اس مسئلے کو ہر فورم پر اٹھائے گی۔ انہوں نے کہا کہ بھارت کشمیری عوام کے حق خودارادیت کو تسلیم کرے اور اقوام متحدہ کی قراردادوں پر عمل درآمد کرایا جائے۔ ملک بھر میں ترقیاتی منصوبوں پر کام جاری ہے اور عوام کو بنیادی سہولیات کی فراہمی حکومت کی اولین ترجیح ہے۔ اجلاس میں وزراء اور اعلیٰ حکام نے شرکت کی اور مختلف امور پر تفصیلی غور کیا گیا۔: [351, 1036, 418, 1108]
body-text: اسلام آباد وزیر اعظم نے کہا ہے کہ پاکستان اور کشمیر کے عوام کے درمیان رشتہ مضبوط ہے اور حکومت اس مسئلے کو ہر فورم پر اٹھائے گی۔ انہوں نے کہا کہ بھارت کشمیری عوام کے حق خودارادیت کو تسلیم کرے اور اقوام متحدہ کی قراردادوں پر عمل درآمد کرایا جائے۔ ملک بھر میں ترقیاتی منصوبوں پر کام جاری ہے اور عوام کو بنیادی سہولیات کی فراہمی حکومت کی اولین ترجیح ہے۔ اجلاس میں وزراء اور اعلیٰ حکام نے شرکت کی اور مختلف امور پر تفصیلی غور کیا گیا۔: [351, 175, 418, 248]
question-number-box: 36: [191, 1570, 207, 1583]
question-heading: [492, 1185, 558, 1197]
body-text: اسلام آباد وزیر اعظم نے کہا ہے کہ پاکستان اور کشمیر کے عوام کے درمیان رشتہ مضبوط ہے اور حکومت اس مسئلے کو ہر فورم پر اٹھائے گی۔ انہوں نے کہا کہ بھارت کشمیری عوام کے حق خودارادیت کو تسلیم کرے اور اقوام متحدہ کی قراردادوں پر عمل درآمد کرایا جائے۔ ملک بھر میں ترقیاتی منصوبوں پر کام جاری ہے اور عوام کو بنیادی سہولیات کی فراہمی حکومت کی اولین ترجیح ہے۔ اجلاس میں وزراء اور اعلیٰ حکام نے شرکت کی اور مختلف امور پر تفصیلی غور کیا گیا۔: [491, 413, 558, 485]
question-heading: [422, 324, 488, 336]
body-text: اسلام آباد وزیر اعظم نے کہا ہے کہ پاکستان اور کشمیر کے عوام کے درمیان رشتہ مضبوط ہے اور حکومت اس مسئلے کو ہر فورم پر اٹھائے گی۔ انہوں نے کہا کہ بھارت کشمیری عوام کے حق خودارادیت کو تسلیم کرے اور اقوام متحدہ کی قراردادوں پر عمل درآمد کرایا جائے۔ ملک بھر میں ترقیاتی منصوبوں پر کام جاری ہے اور عوام کو بنیادی سہولیات کی فراہمی حکومت کی اولین ترجیح ہے۔ اجلاس میں وزراء اور اعلیٰ حکام نے شرکت کی اور مختلف امور پر تفصیلی غور کیا گیا۔: [491, 872, 558, 944]
body-text: اسلام آباد وزیر اعظم نے کہا ہے کہ پاکستان اور کشمیر کے عوام کے درمیان رشتہ مضبوط ہے اور حکومت اس مسئلے کو ہر فورم پر اٹھائے گی۔ انہوں نے کہا کہ بھارت کشمیری عوام کے حق خودارادیت کو تسلیم کرے اور اقوام متحدہ کی قراردادوں پر عمل درآمد کرایا جائے۔ ملک بھر میں ترقیاتی منصوبوں پر کام جاری ہے اور عوام کو بنیادی سہولیات کی فراہمی حکومت کی اولین ترجیح ہے۔ اجلاس میں وزراء اور اعلیٰ حکام نے شرکت کی اور مختلف امور پر تفصیلی غور کیا گیا۔: [140, 1733, 207, 1805]
question-number-box: 40: [121, 947, 137, 959]
body-text: اسلام آباد وزیر اعظم نے کہا ہے کہ پاکستان اور کشمیر کے عوام کے درمیان رشتہ مضبوط ہے اور حکومت اس مسئلے کو ہر فورم پر اٹھائے گی۔ انہوں نے کہا کہ بھارت کشمیری عوام کے حق خودارادیت کو تسلیم کرے اور اقوام متحدہ کی قراردادوں پر عمل درآمد کرایا جائے۔ ملک بھر میں ترقیاتی منصوبوں پر کام جاری ہے اور عوام کو بنیادی سہولیات کی فراہمی حکومت کی اولین ترجیح ہے۔ اجلاس میں وزراء اور اعلیٰ حکام نے شرکت کی اور مختلف امور پر تفصیلی غور کیا گیا۔: [491, 2044, 558, 2117]
column-rule: [207, 10, 208, 929]
question-number-box: 26: [261, 947, 277, 959]
body-text: اسلام آباد وزیر اعظم نے کہا ہے کہ پاکستان اور کشمیر کے عوام کے درمیان رشتہ مضبوط ہے اور حکومت اس مسئلے کو ہر فورم پر اٹھائے گی۔ انہوں نے کہا کہ بھارت کشمیری عوام کے حق خودارادیت کو تسلیم کرے اور اقوام متحدہ کی قراردادوں پر عمل درآمد کرایا جائے۔ ملک بھر میں ترقیاتی منصوبوں پر کام جاری ہے اور عوام کو بنیادی سہولیات کی فراہمی حکومت کی اولین ترجیح ہے۔ اجلاس میں وزراء اور اعلیٰ حکام نے شرکت کی اور مختلف امور پر تفصیلی غور کیا گیا۔: [140, 1806, 207, 1879]
question-number-box: 37: [121, 12, 137, 25]
heading-gradient-bar: [507, 1187, 541, 1196]
maple-leaf-icon: [423, 1260, 432, 1269]
body-text: اسلام آباد وزیر اعظم نے کہا ہے کہ پاکستان اور کشمیر کے عوام کے درمیان رشتہ مضبوط ہے اور حکومت اس مسئلے کو ہر فورم پر اٹھائے گی۔ انہوں نے کہا کہ بھارت کشمیری عوام کے حق خودارادیت کو تسلیم کرے اور اقوام متحدہ کی قراردادوں پر عمل درآمد کرایا جائے۔ ملک بھر میں ترقیاتی منصوبوں پر کام جاری ہے اور عوام کو بنیادی سہولیات کی فراہمی حکومت کی اولین ترجیح ہے۔ اجلاس میں وزراء اور اعلیٰ حکام نے شرکت کی اور مختلف امور پر تفصیلی غور کیا گیا۔: [210, 1183, 277, 1256]
heading-gradient-bar: [226, 2195, 260, 2204]
body-text: اسلام آباد وزیر اعظم نے کہا ہے کہ پاکستان اور کشمیر کے عوام کے درمیان رشتہ مضبوط ہے اور حکومت اس مسئلے کو ہر فورم پر اٹھائے گی۔ انہوں نے کہا کہ بھارت کشمیری عوام کے حق خودارادیت کو تسلیم کرے اور اقوام متحدہ کی قراردادوں پر عمل درآمد کرایا جائے۔ ملک بھر میں ترقیاتی منصوبوں پر کام جاری ہے اور عوام کو بنیادی سہولیات کی فراہمی حکومت کی اولین ترجیح ہے۔ اجلاس میں وزراء اور اعلیٰ حکام نے شرکت کی اور مختلف امور پر تفصیلی غور کیا گیا۔: [0, 872, 66, 944]
body-text: اسلام آباد وزیر اعظم نے کہا ہے کہ پاکستان اور کشمیر کے عوام کے درمیان رشتہ مضبوط ہے اور حکومت اس مسئلے کو ہر فورم پر اٹھائے گی۔ انہوں نے کہا کہ بھارت کشمیری عوام کے حق خودارادیت کو تسلیم کرے اور اقوام متحدہ کی قراردادوں پر عمل درآمد کرایا جائے۔ ملک بھر میں ترقیاتی منصوبوں پر کام جاری ہے اور عوام کو بنیادی سہولیات کی فراہمی حکومت کی اولین ترجیح ہے۔ اجلاس میں وزراء اور اعلیٰ حکام نے شرکت کی اور مختلف امور پر تفصیلی غور کیا گیا۔: [140, 28, 207, 100]
question-heading: [211, 2193, 277, 2206]
body-text: اسلام آباد وزیر اعظم نے کہا ہے کہ پاکستان اور کشمیر کے عوام کے درمیان رشتہ مضبوط ہے اور حکومت اس مسئلے کو ہر فورم پر اٹھائے گی۔ انہوں نے کہا کہ بھارت کشمیری عوام کے حق خودارادیت کو تسلیم کرے اور اقوام متحدہ کی قراردادوں پر عمل درآمد کرایا جائے۔ ملک بھر میں ترقیاتی منصوبوں پر کام جاری ہے اور عوام کو بنیادی سہولیات کی فراہمی حکومت کی اولین ترجیح ہے۔ اجلاس میں وزراء اور اعلیٰ حکام نے شرکت کی اور مختلف امور پر تفصیلی غور کیا گیا۔: [70, 1110, 137, 1182]
question-heading: [0, 1644, 66, 1656]
heading-gradient-bar: [15, 711, 49, 720]
maple-leaf-icon: [212, 2195, 221, 2204]
body-text: اسلام آباد وزیر اعظم نے کہا ہے کہ پاکستان اور کشمیر کے عوام کے درمیان رشتہ مضبوط ہے اور حکومت اس مسئلے کو ہر فورم پر اٹھائے گی۔ انہوں نے کہا کہ بھارت کشمیری عوام کے حق خودارادیت کو تسلیم کرے اور اقوام متحدہ کی قراردادوں پر عمل درآمد کرایا جائے۔ ملک بھر میں ترقیاتی منصوبوں پر کام جاری ہے اور عوام کو بنیادی سہولیات کی فراہمی حکومت کی اولین ترجیح ہے۔ اجلاس میں وزراء اور اعلیٰ حکام نے شرکت کی اور مختلف امور پر تفصیلی غور کیا گیا۔: [210, 101, 277, 174]
question-number-box: 30: [261, 2193, 277, 2206]
question-heading: [492, 1496, 558, 1509]
